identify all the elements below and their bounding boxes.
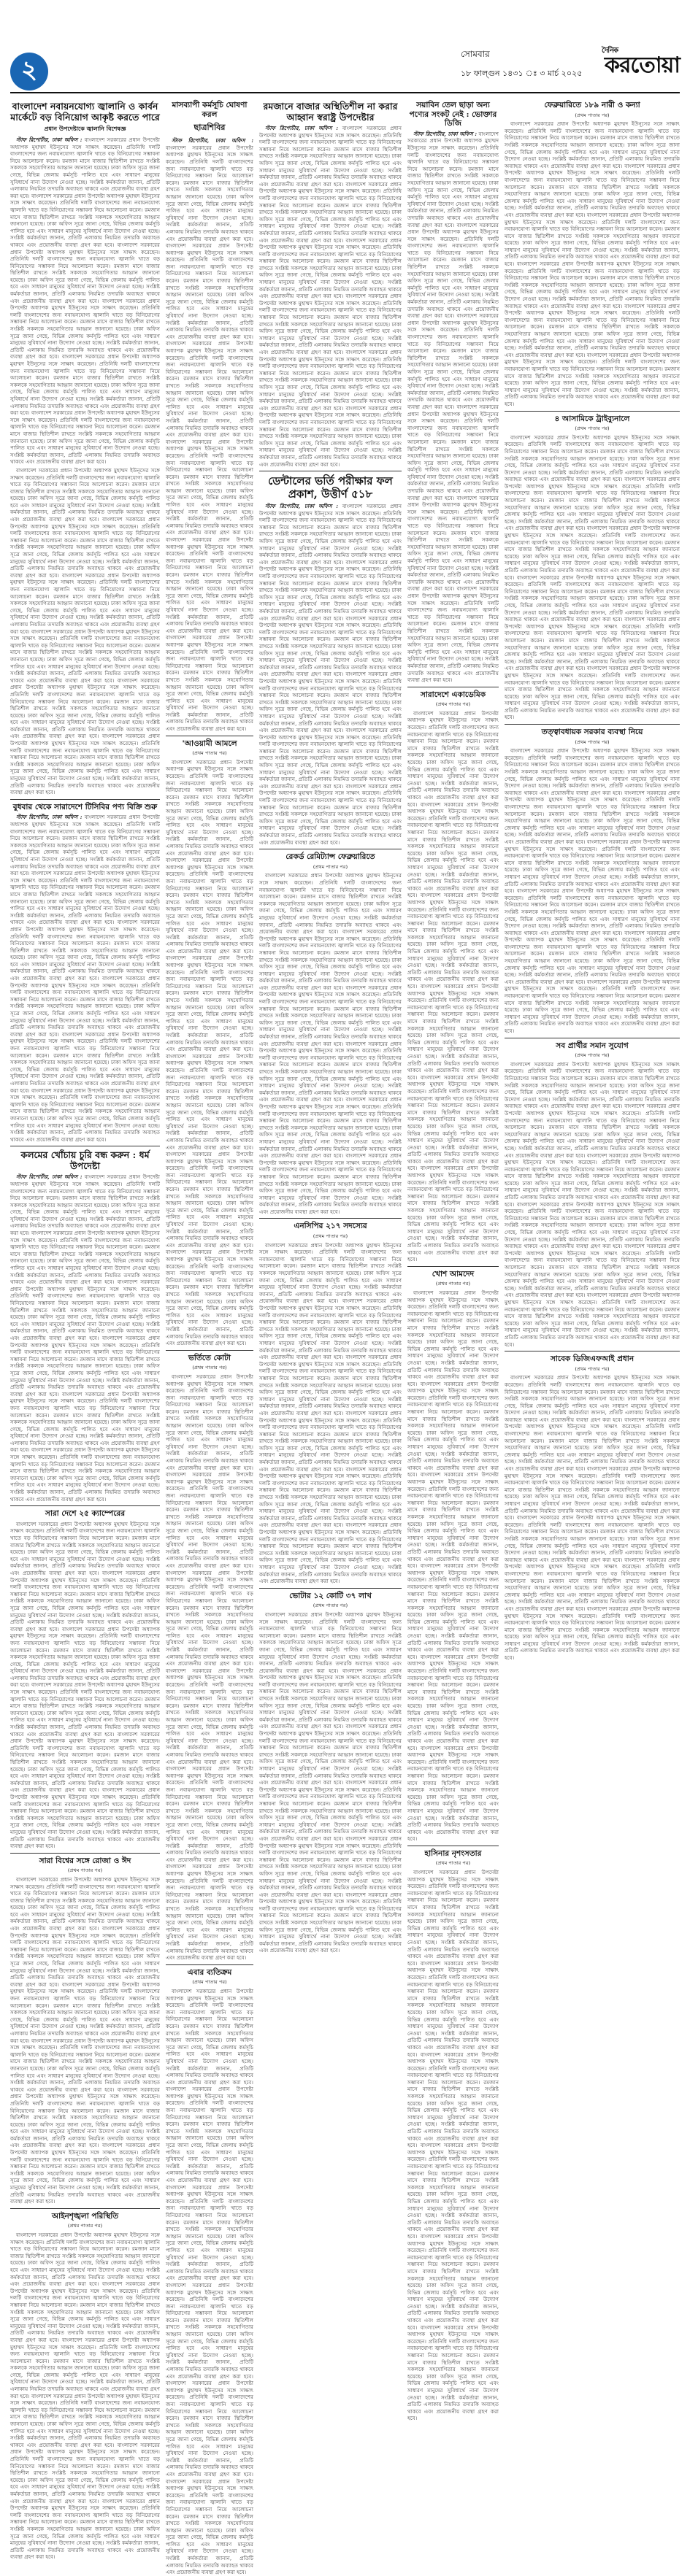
headline: ডেন্টালের ভর্তি পরীক্ষার ফল প্রকাশ, উত্তীর্ণ ৫১৮ (268, 474, 393, 501)
article-text: বাংলাদেশ সরকারের প্রধান উপদেষ্টা অধ্যাপক মুহাম্মদ ইউনূসের সঙ্গে সাক্ষাৎ করেছেন। প্রতিনিধি দলটি বাংলাদেশের জন্য নবায়নযোগ্য জ্বালানি খাতে বড় বিনিয়োগের সম্ভাবনা নিয়ে আলোচনা করেন। রমজান মাসে বাজার স্থিতিশীল রাখতে সংশ্লিষ্ট সকলকে সহযোগিতার আহ্বান জানানো হয়েছে। ঢাকা অফিস সূত্রে জানা গেছে, বিভিন্ন জেলায় কর্মসূচি পালিত হবে এবং সাধারণ মানুষের সুবিধার্থে নানা উদ্যোগ নেওয়া হচ্ছে। সংশ্লিষ্ট কর্মকর্তারা জানান, প্রতিটি এলাকায় নিয়মিত তদারকি অব্যাহত থাকবে এবং প্রয়োজনীয় ব্যবস্থা গ্রহণ করা হবে। বাংলাদেশ সরকারের প্রধান উপদেষ্টা অধ্যাপক মুহাম্মদ ইউনূসের সঙ্গে সাক্ষাৎ করেছেন। প্রতিনিধি দলটি বাংলাদেশের জন্য নবায়নযোগ্য জ্বালানি খাতে বড় বিনিয়োগের সম্ভাবনা নিয়ে আলোচনা করেন। রমজান মাসে বাজার স্থিতিশীল রাখতে সংশ্লিষ্ট সকলকে সহযোগিতার আহ্বান জানানো হয়েছে। ঢাকা অফিস সূত্রে জানা গেছে, বিভিন্ন জেলায় কর্মসূচি পালিত হবে এবং সাধারণ মানুষের সুবিধার্থে নানা উদ্যোগ নেওয়া হচ্ছে। সংশ্লিষ্ট কর্মকর্তারা জানান, প্রতিটি এলাকায় নিয়মিত তদারকি অব্যাহত থাকবে এবং প্রয়োজনীয় ব্যবস্থা গ্রহণ করা হবে। বাংলাদেশ সরকারের প্রধান উপদেষ্টা অধ্যাপক মুহাম্মদ ইউনূসের সঙ্গে সাক্ষাৎ করেছেন। প্রতিনিধি দলটি বাংলাদেশের জন্য নবায়নযোগ্য জ্বালানি খাতে বড় বিনিয়োগের সম্ভাবনা নিয়ে আলোচনা করেন। রমজান মাসে বাজার স্থিতিশীল রাখতে সংশ্লিষ্ট সকলকে সহযোগিতার আহ্বান জানানো হয়েছে। ঢাকা অফিস সূত্রে জানা গেছে, বিভিন্ন জেলায় কর্মসূচি পালিত হবে এবং সাধারণ মানুষের সুবিধার্থে নানা উদ্যোগ নেওয়া হচ্ছে। সংশ্লিষ্ট কর্মকর্তারা জানান, প্রতিটি এলাকায় নিয়মিত তদারকি অব্যাহত থাকবে এবং প্রয়োজনীয় ব্যবস্থা গ্রহণ করা হবে। বাংলাদেশ সরকারের প্রধান উপদেষ্টা অধ্যাপক মুহাম্মদ ইউনূসের সঙ্গে সাক্ষাৎ করেছেন। প্রতিনিধি দলটি বাংলাদেশের জন্য নবায়নযোগ্য জ্বালানি খাতে বড় বিনিয়োগের সম্ভাবনা নিয়ে আলোচনা করেন। রমজান মাসে বাজার স্থিতিশীল রাখতে সংশ্লিষ্ট সকলকে সহযোগিতার আহ্বান জানানো হয়েছে। ঢাকা অফিস সূত্রে জানা গেছে, বিভিন্ন জেলায় কর্মসূচি পালিত হবে এবং সাধারণ মানুষের সুবিধার্থে নানা উদ্যোগ নেওয়া হচ্ছে। সংশ্লিষ্ট কর্মকর্তারা জানান, প্রতিটি এলাকায় নিয়মিত তদারকি অব্যাহত থাকবে এবং প্রয়োজনীয় ব্যবস্থা গ্রহণ করা হবে। বাংলাদেশ সরকারের প্রধান উপদেষ্টা অধ্যাপক মুহাম্মদ ইউনূসের সঙ্গে সাক্ষাৎ করেছেন। প্রতিনিধি দলটি বাংলাদেশের জন্য নবায়নযোগ্য জ্বালানি খাতে বড় বিনিয়োগের সম্ভাবনা নিয়ে আলোচনা করেন। রমজান মাসে বাজার স্থিতিশীল রাখতে সংশ্লিষ্ট সকলকে সহযোগিতার আহ্বান জানানো হয়েছে। ঢাকা অফিস সূত্রে জানা গেছে, বিভিন্ন জেলায় কর্মসূচি পালিত হবে এবং সাধারণ মানুষের সুবিধার্থে নানা উদ্যোগ নেওয়া হচ্ছে। সংশ্লিষ্ট কর্মকর্তারা জানান, প্রতিটি এলাকায় নিয়মিত তদারকি অব্যাহত থাকবে এবং প্রয়োজনীয় ব্যবস্থা গ্রহণ করা হবে। বাংলাদেশ সরকারের প্রধান উপদেষ্টা অধ্যাপক মুহাম্মদ ইউনূসের সঙ্গে সাক্ষাৎ করেছেন। প্রতিনিধি দলটি বাংলাদেশের জন্য নবায়নযোগ্য জ্বালানি খাতে বড় বিনিয়োগের সম্ভাবনা নিয়ে আলোচনা করেন। রমজান মাসে বাজার স্থিতিশীল রাখতে সংশ্লিষ্ট সকলকে সহযোগিতার আহ্বান জানানো হয়েছে। ঢাকা অফিস সূত্রে জানা গেছে, বিভিন্ন জেলায় কর্মসূচি পালিত হবে এবং সাধারণ মানুষের সুবিধার্থে নানা উদ্যোগ নেওয়া হচ্ছে। সংশ্লিষ্ট কর্মকর্তারা জানান, প্রতিটি এলাকায় নিয়মিত তদারকি অব্যাহত থাকবে এবং প্রয়োজনীয় ব্যবস্থা গ্রহণ করা হবে। (407, 1869, 499, 2422)
article-text: বাংলাদেশ সরকারের প্রধান উপদেষ্টা অধ্যাপক মুহাম্মদ ইউনূসের সঙ্গে সাক্ষাৎ করেছেন। প্রতিনিধি দলটি বাংলাদেশের জন্য নবায়নযোগ্য জ্বালানি খাতে বড় বিনিয়োগের সম্ভাবনা নিয়ে আলোচনা করেন। রমজান মাসে বাজার স্থিতিশীল রাখতে সংশ্লিষ্ট সকলকে সহযোগিতার আহ্বান জানানো হয়েছে। ঢাকা অফিস সূত্রে জানা গেছে, বিভিন্ন জেলায় কর্মসূচি পালিত হবে এবং সাধারণ মানুষের সুবিধার্থে নানা উদ্যোগ নেওয়া হচ্ছে। সংশ্লিষ্ট কর্মকর্তারা জানান, প্রতিটি এলাকায় নিয়মিত তদারকি অব্যাহত থাকবে এবং প্রয়োজনীয় ব্যবস্থা গ্রহণ করা হবে। বাংলাদেশ সরকারের প্রধান উপদেষ্টা অধ্যাপক মুহাম্মদ ইউনূসের সঙ্গে সাক্ষাৎ করেছেন। প্রতিনিধি দলটি বাংলাদেশের জন্য নবায়নযোগ্য জ্বালানি খাতে বড় বিনিয়োগের সম্ভাবনা নিয়ে আলোচনা করেন। রমজান মাসে বাজার স্থিতিশীল রাখতে সংশ্লিষ্ট সকলকে সহযোগিতার আহ্বান জানানো হয়েছে। ঢাকা অফিস সূত্রে জানা গেছে, বিভিন্ন জেলায় কর্মসূচি পালিত হবে এবং সাধারণ মানুষের সুবিধার্থে নানা উদ্যোগ নেওয়া হচ্ছে। সংশ্লিষ্ট কর্মকর্তারা জানান, প্রতিটি এলাকায় নিয়মিত তদারকি অব্যাহত থাকবে এবং প্রয়োজনীয় ব্যবস্থা গ্রহণ করা হবে। বাংলাদেশ সরকারের প্রধান উপদেষ্টা অধ্যাপক মুহাম্মদ ইউনূসের সঙ্গে সাক্ষাৎ করেছেন। প্রতিনিধি দলটি বাংলাদেশের জন্য নবায়নযোগ্য জ্বালানি খাতে বড় বিনিয়োগের সম্ভাবনা নিয়ে আলোচনা করেন। রমজান মাসে বাজার স্থিতিশীল রাখতে সংশ্লিষ্ট সকলকে সহযোগিতার আহ্বান জানানো হয়েছে। ঢাকা অফিস সূত্রে জানা গেছে, বিভিন্ন জেলায় কর্মসূচি পালিত হবে এবং সাধারণ মানুষের সুবিধার্থে নানা উদ্যোগ নেওয়া হচ্ছে। সংশ্লিষ্ট কর্মকর্তারা জানান, প্রতিটি এলাকায় নিয়মিত তদারকি অব্যাহত থাকবে এবং প্রয়োজনীয় ব্যবস্থা গ্রহণ করা হবে। বাংলাদেশ সরকারের প্রধান উপদেষ্টা অধ্যাপক মুহাম্মদ ইউনূসের সঙ্গে সাক্ষাৎ করেছেন। প্রতিনিধি দলটি বাংলাদেশের জন্য নবায়নযোগ্য জ্বালানি খাতে বড় বিনিয়োগের সম্ভাবনা নিয়ে আলোচনা করেন। রমজান মাসে বাজার স্থিতিশীল রাখতে সংশ্লিষ্ট সকলকে সহযোগিতার আহ্বান জানানো হয়েছে। ঢাকা অফিস সূত্রে জানা গেছে, বিভিন্ন জেলায় কর্মসূচি পালিত হবে এবং সাধারণ মানুষের সুবিধার্থে নানা উদ্যোগ নেওয়া হচ্ছে। সংশ্লিষ্ট কর্মকর্তারা জানান, প্রতিটি এলাকায় নিয়মিত তদারকি অব্যাহত থাকবে এবং প্রয়োজনীয় ব্যবস্থা গ্রহণ করা হবে। বাংলাদেশ সরকারের প্রধান উপদেষ্টা অধ্যাপক মুহাম্মদ ইউনূসের সঙ্গে সাক্ষাৎ করেছেন। প্রতিনিধি দলটি বাংলাদেশের জন্য নবায়নযোগ্য জ্বালানি খাতে বড় বিনিয়োগের সম্ভাবনা নিয়ে আলোচনা করেন। রমজান মাসে বাজার স্থিতিশীল রাখতে সংশ্লিষ্ট সকলকে সহযোগিতার আহ্বান জানানো হয়েছে। ঢাকা অফিস সূত্রে জানা গেছে, বিভিন্ন জেলায় কর্মসূচি পালিত হবে এবং সাধারণ মানুষের সুবিধার্থে নানা উদ্যোগ নেওয়া হচ্ছে। সংশ্লিষ্ট কর্মকর্তারা জানান, প্রতিটি এলাকায় নিয়মিত তদারকি অব্যাহত থাকবে এবং প্রয়োজনীয় ব্যবস্থা গ্রহণ করা হবে। বাংলাদেশ সরকারের প্রধান উপদেষ্টা অধ্যাপক মুহাম্মদ ইউনূসের সঙ্গে সাক্ষাৎ করেছেন। প্রতিনিধি দলটি বাংলাদেশের জন্য নবায়নযোগ্য জ্বালানি খাতে বড় বিনিয়োগের সম্ভাবনা নিয়ে আলোচনা করেন। রমজান মাসে বাজার স্থিতিশীল রাখতে সংশ্লিষ্ট সকলকে সহযোগিতার আহ্বান জানানো হয়েছে। ঢাকা অফিস সূত্রে জানা গেছে, বিভিন্ন জেলায় কর্মসূচি পালিত হবে এবং সাধারণ মানুষের সুবিধার্থে নানা উদ্যোগ নেওয়া হচ্ছে। সংশ্লিষ্ট কর্মকর্তারা জানান, প্রতিটি এলাকায় নিয়মিত তদারকি অব্যাহত থাকবে এবং প্রয়োজনীয় ব্যবস্থা গ্রহণ করা হবে। (166, 1373, 253, 1962)
continuation-note: (প্রথম পাতার পর) (575, 112, 610, 118)
byline: স্টাফ রিপোর্টার, ঢাকা অফিস : (16, 136, 83, 143)
newspaper-logo (574, 44, 680, 85)
article-text: বাংলাদেশ সরকারের প্রধান উপদেষ্টা অধ্যাপক মুহাম্মদ ইউনূসের সঙ্গে সাক্ষাৎ করেছেন। প্রতিনিধি দলটি বাংলাদেশের জন্য নবায়নযোগ্য জ্বালানি খাতে বড় বিনিয়োগের সম্ভাবনা নিয়ে আলোচনা করেন। রমজান মাসে বাজার স্থিতিশীল রাখতে সংশ্লিষ্ট সকলকে সহযোগিতার আহ্বান জানানো হয়েছে। ঢাকা অফিস সূত্রে জানা গেছে, বিভিন্ন জেলায় কর্মসূচি পালিত হবে এবং সাধারণ মানুষের সুবিধার্থে নানা উদ্যোগ নেওয়া হচ্ছে। সংশ্লিষ্ট কর্মকর্তারা জানান, প্রতিটি এলাকায় নিয়মিত তদারকি অব্যাহত থাকবে এবং প্রয়োজনীয় ব্যবস্থা গ্রহণ করা হবে। বাংলাদেশ সরকারের প্রধান উপদেষ্টা অধ্যাপক মুহাম্মদ ইউনূসের সঙ্গে সাক্ষাৎ করেছেন। প্রতিনিধি দলটি বাংলাদেশের জন্য নবায়নযোগ্য জ্বালানি খাতে বড় বিনিয়োগের সম্ভাবনা নিয়ে আলোচনা করেন। রমজান মাসে বাজার স্থিতিশীল রাখতে সংশ্লিষ্ট সকলকে সহযোগিতার আহ্বান জানানো হয়েছে। ঢাকা অফিস সূত্রে জানা গেছে, বিভিন্ন জেলায় কর্মসূচি পালিত হবে এবং সাধারণ মানুষের সুবিধার্থে নানা উদ্যোগ নেওয়া হচ্ছে। সংশ্লিষ্ট কর্মকর্তারা জানান, প্রতিটি এলাকায় নিয়মিত তদারকি অব্যাহত থাকবে এবং প্রয়োজনীয় ব্যবস্থা গ্রহণ করা হবে। বাংলাদেশ সরকারের প্রধান উপদেষ্টা অধ্যাপক মুহাম্মদ ইউনূসের সঙ্গে সাক্ষাৎ করেছেন। প্রতিনিধি দলটি বাংলাদেশের জন্য নবায়নযোগ্য জ্বালানি খাতে বড় বিনিয়োগের সম্ভাবনা নিয়ে আলোচনা করেন। রমজান মাসে বাজার স্থিতিশীল রাখতে সংশ্লিষ্ট সকলকে সহযোগিতার আহ্বান জানানো হয়েছে। ঢাকা অফিস সূত্রে জানা গেছে, বিভিন্ন জেলায় কর্মসূচি পালিত হবে এবং সাধারণ মানুষের সুবিধার্থে নানা উদ্যোগ নেওয়া হচ্ছে। সংশ্লিষ্ট কর্মকর্তারা জানান, প্রতিটি এলাকায় নিয়মিত তদারকি অব্যাহত থাকবে এবং প্রয়োজনীয় ব্যবস্থা গ্রহণ করা হবে। বাংলাদেশ সরকারের প্রধান উপদেষ্টা অধ্যাপক মুহাম্মদ ইউনূসের সঙ্গে সাক্ষাৎ করেছেন। প্রতিনিধি দলটি বাংলাদেশের জন্য নবায়নযোগ্য জ্বালানি খাতে বড় বিনিয়োগের সম্ভাবনা নিয়ে আলোচনা করেন। রমজান মাসে বাজার স্থিতিশীল রাখতে সংশ্লিষ্ট সকলকে সহযোগিতার আহ্বান জানানো হয়েছে। ঢাকা অফিস সূত্রে জানা গেছে, বিভিন্ন জেলায় কর্মসূচি পালিত হবে এবং সাধারণ মানুষের সুবিধার্থে নানা উদ্যোগ নেওয়া হচ্ছে। সংশ্লিষ্ট কর্মকর্তারা জানান, প্রতিটি এলাকায় নিয়মিত তদারকি অব্যাহত থাকবে এবং প্রয়োজনীয় ব্যবস্থা গ্রহণ করা হবে। বাংলাদেশ সরকারের প্রধান উপদেষ্টা অধ্যাপক মুহাম্মদ ইউনূসের সঙ্গে সাক্ষাৎ করেছেন। প্রতিনিধি দলটি বাংলাদেশের জন্য নবায়নযোগ্য জ্বালানি খাতে বড় বিনিয়োগের সম্ভাবনা নিয়ে আলোচনা করেন। রমজান মাসে বাজার স্থিতিশীল রাখতে সংশ্লিষ্ট সকলকে সহযোগিতার আহ্বান জানানো হয়েছে। ঢাকা অফিস সূত্রে জানা গেছে, বিভিন্ন জেলায় কর্মসূচি পালিত হবে এবং সাধারণ মানুষের সুবিধার্থে নানা উদ্যোগ নেওয়া হচ্ছে। সংশ্লিষ্ট কর্মকর্তারা জানান, প্রতিটি এলাকায় নিয়মিত তদারকি অব্যাহত থাকবে এবং প্রয়োজনীয় ব্যবস্থা গ্রহণ করা হবে। বাংলাদেশ সরকারের প্রধান উপদেষ্টা অধ্যাপক মুহাম্মদ ইউনূসের সঙ্গে সাক্ষাৎ করেছেন। প্রতিনিধি দলটি বাংলাদেশের জন্য নবায়নযোগ্য জ্বালানি খাতে বড় বিনিয়োগের সম্ভাবনা নিয়ে আলোচনা করেন। রমজান মাসে বাজার স্থিতিশীল রাখতে সংশ্লিষ্ট সকলকে সহযোগিতার আহ্বান জানানো হয়েছে। ঢাকা অফিস সূত্রে জানা গেছে, বিভিন্ন জেলায় কর্মসূচি পালিত হবে এবং সাধারণ মানুষের সুবিধার্থে নানা উদ্যোগ নেওয়া হচ্ছে। সংশ্লিষ্ট কর্মকর্তারা জানান, প্রতিটি এলাকায় নিয়মিত তদারকি অব্যাহত থাকবে এবং প্রয়োজনীয় ব্যবস্থা গ্রহণ করা হবে। (10, 1173, 160, 1503)
article-text: বাংলাদেশ সরকারের প্রধান উপদেষ্টা অধ্যাপক মুহাম্মদ ইউনূসের সঙ্গে সাক্ষাৎ করেছেন। প্রতিনিধি দলটি বাংলাদেশের জন্য নবায়নযোগ্য জ্বালানি খাতে বড় বিনিয়োগের সম্ভাবনা নিয়ে আলোচনা করেন। রমজান মাসে বাজার স্থিতিশীল রাখতে সংশ্লিষ্ট সকলকে সহযোগিতার আহ্বান জানানো হয়েছে। ঢাকা অফিস সূত্রে জানা গেছে, বিভিন্ন জেলায় কর্মসূচি পালিত হবে এবং সাধারণ মানুষের সুবিধার্থে নানা উদ্যোগ নেওয়া হচ্ছে। সংশ্লিষ্ট কর্মকর্তারা জানান, প্রতিটি এলাকায় নিয়মিত তদারকি অব্যাহত থাকবে এবং প্রয়োজনীয় ব্যবস্থা গ্রহণ করা হবে। বাংলাদেশ সরকারের প্রধান উপদেষ্টা অধ্যাপক মুহাম্মদ ইউনূসের সঙ্গে সাক্ষাৎ করেছেন। প্রতিনিধি দলটি বাংলাদেশের জন্য নবায়নযোগ্য জ্বালানি খাতে বড় বিনিয়োগের সম্ভাবনা নিয়ে আলোচনা করেন। রমজান মাসে বাজার স্থিতিশীল রাখতে সংশ্লিষ্ট সকলকে সহযোগিতার আহ্বান জানানো হয়েছে। ঢাকা অফিস সূত্রে জানা গেছে, বিভিন্ন জেলায় কর্মসূচি পালিত হবে এবং সাধারণ মানুষের সুবিধার্থে নানা উদ্যোগ নেওয়া হচ্ছে। সংশ্লিষ্ট কর্মকর্তারা জানান, প্রতিটি এলাকায় নিয়মিত তদারকি অব্যাহত থাকবে এবং প্রয়োজনীয় ব্যবস্থা গ্রহণ করা হবে। বাংলাদেশ সরকারের প্রধান উপদেষ্টা অধ্যাপক মুহাম্মদ ইউনূসের সঙ্গে সাক্ষাৎ করেছেন। প্রতিনিধি দলটি বাংলাদেশের জন্য নবায়নযোগ্য জ্বালানি খাতে বড় বিনিয়োগের সম্ভাবনা নিয়ে আলোচনা করেন। রমজান মাসে বাজার স্থিতিশীল রাখতে সংশ্লিষ্ট সকলকে সহযোগিতার আহ্বান জানানো হয়েছে। ঢাকা অফিস সূত্রে জানা গেছে, বিভিন্ন জেলায় কর্মসূচি পালিত হবে এবং সাধারণ মানুষের সুবিধার্থে নানা উদ্যোগ নেওয়া হচ্ছে। সংশ্লিষ্ট কর্মকর্তারা জানান, প্রতিটি এলাকায় নিয়মিত তদারকি অব্যাহত থাকবে এবং প্রয়োজনীয় ব্যবস্থা গ্রহণ করা হবে। বাংলাদেশ সরকারের প্রধান উপদেষ্টা অধ্যাপক মুহাম্মদ ইউনূসের সঙ্গে সাক্ষাৎ করেছেন। প্রতিনিধি দলটি বাংলাদেশের জন্য নবায়নযোগ্য জ্বালানি খাতে বড় বিনিয়োগের সম্ভাবনা নিয়ে আলোচনা করেন। রমজান মাসে বাজার স্থিতিশীল রাখতে সংশ্লিষ্ট সকলকে সহযোগিতার আহ্বান জানানো হয়েছে। ঢাকা অফিস সূত্রে জানা গেছে, বিভিন্ন জেলায় কর্মসূচি পালিত হবে এবং সাধারণ মানুষের সুবিধার্থে নানা উদ্যোগ নেওয়া হচ্ছে। সংশ্লিষ্ট কর্মকর্তারা জানান, প্রতিটি এলাকায় নিয়মিত তদারকি অব্যাহত থাকবে এবং প্রয়োজনীয় ব্যবস্থা গ্রহণ করা হবে। বাংলাদেশ সরকারের প্রধান উপদেষ্টা অধ্যাপক মুহাম্মদ ইউনূসের সঙ্গে সাক্ষাৎ করেছেন। প্রতিনিধি দলটি বাংলাদেশের জন্য নবায়নযোগ্য জ্বালানি খাতে বড় বিনিয়োগের সম্ভাবনা নিয়ে আলোচনা করেন। রমজান মাসে বাজার স্থিতিশীল রাখতে সংশ্লিষ্ট সকলকে সহযোগিতার আহ্বান জানানো হয়েছে। ঢাকা অফিস সূত্রে জানা গেছে, বিভিন্ন জেলায় কর্মসূচি পালিত হবে এবং সাধারণ মানুষের সুবিধার্থে নানা উদ্যোগ নেওয়া হচ্ছে। সংশ্লিষ্ট কর্মকর্তারা জানান, প্রতিটি এলাকায় নিয়মিত তদারকি অব্যাহত থাকবে এবং প্রয়োজনীয় ব্যবস্থা গ্রহণ করা হবে। বাংলাদেশ সরকারের প্রধান উপদেষ্টা অধ্যাপক মুহাম্মদ ইউনূসের সঙ্গে সাক্ষাৎ করেছেন। প্রতিনিধি দলটি বাংলাদেশের জন্য নবায়নযোগ্য জ্বালানি খাতে বড় বিনিয়োগের সম্ভাবনা নিয়ে আলোচনা করেন। রমজান মাসে বাজার স্থিতিশীল রাখতে সংশ্লিষ্ট সকলকে সহযোগিতার আহ্বান জানানো হয়েছে। ঢাকা অফিস সূত্রে জানা গেছে, বিভিন্ন জেলায় কর্মসূচি পালিত হবে এবং সাধারণ মানুষের সুবিধার্থে নানা উদ্যোগ নেওয়া হচ্ছে। সংশ্লিষ্ট কর্মকর্তারা জানান, প্রতিটি এলাকায় নিয়মিত তদারকি অব্যাহত থাকবে এবং প্রয়োজনীয় ব্যবস্থা গ্রহণ করা হবে। (166, 144, 253, 733)
subheadline: ছাত্রশিবির (193, 123, 226, 133)
article-text: বাংলাদেশ সরকারের প্রধান উপদেষ্টা অধ্যাপক মুহাম্মদ ইউনূসের সঙ্গে সাক্ষাৎ করেছেন। প্রতিনিধি দলটি বাংলাদেশের জন্য নবায়নযোগ্য জ্বালানি খাতে বড় বিনিয়োগের সম্ভাবনা নিয়ে আলোচনা করেন। রমজান মাসে বাজার স্থিতিশীল রাখতে সংশ্লিষ্ট সকলকে সহযোগিতার আহ্বান জানানো হয়েছে। ঢাকা অফিস সূত্রে জানা গেছে, বিভিন্ন জেলায় কর্মসূচি পালিত হবে এবং সাধারণ মানুষের সুবিধার্থে নানা উদ্যোগ নেওয়া হচ্ছে। সংশ্লিষ্ট কর্মকর্তারা জানান, প্রতিটি এলাকায় নিয়মিত তদারকি অব্যাহত থাকবে এবং প্রয়োজনীয় ব্যবস্থা গ্রহণ করা হবে। বাংলাদেশ সরকারের প্রধান উপদেষ্টা অধ্যাপক মুহাম্মদ ইউনূসের সঙ্গে সাক্ষাৎ করেছেন। প্রতিনিধি দলটি বাংলাদেশের জন্য নবায়নযোগ্য জ্বালানি খাতে বড় বিনিয়োগের সম্ভাবনা নিয়ে আলোচনা করেন। রমজান মাসে বাজার স্থিতিশীল রাখতে সংশ্লিষ্ট সকলকে সহযোগিতার আহ্বান জানানো হয়েছে। ঢাকা অফিস সূত্রে জানা গেছে, বিভিন্ন জেলায় কর্মসূচি পালিত হবে এবং সাধারণ মানুষের সুবিধার্থে নানা উদ্যোগ নেওয়া হচ্ছে। সংশ্লিষ্ট কর্মকর্তারা জানান, প্রতিটি এলাকায় নিয়মিত তদারকি অব্যাহত থাকবে এবং প্রয়োজনীয় ব্যবস্থা গ্রহণ করা হবে। বাংলাদেশ সরকারের প্রধান উপদেষ্টা অধ্যাপক মুহাম্মদ ইউনূসের সঙ্গে সাক্ষাৎ করেছেন। প্রতিনিধি দলটি বাংলাদেশের জন্য নবায়নযোগ্য জ্বালানি খাতে বড় বিনিয়োগের সম্ভাবনা নিয়ে আলোচনা করেন। রমজান মাসে বাজার স্থিতিশীল রাখতে সংশ্লিষ্ট সকলকে সহযোগিতার আহ্বান জানানো হয়েছে। ঢাকা অফিস সূত্রে জানা গেছে, বিভিন্ন জেলায় কর্মসূচি পালিত হবে এবং সাধারণ মানুষের সুবিধার্থে নানা উদ্যোগ নেওয়া হচ্ছে। সংশ্লিষ্ট কর্মকর্তারা জানান, প্রতিটি এলাকায় নিয়মিত তদারকি অব্যাহত থাকবে এবং প্রয়োজনীয় ব্যবস্থা গ্রহণ করা হবে। বাংলাদেশ সরকারের প্রধান উপদেষ্টা অধ্যাপক মুহাম্মদ ইউনূসের সঙ্গে সাক্ষাৎ করেছেন। প্রতিনিধি দলটি বাংলাদেশের জন্য নবায়নযোগ্য জ্বালানি খাতে বড় বিনিয়োগের সম্ভাবনা নিয়ে আলোচনা করেন। রমজান মাসে বাজার স্থিতিশীল রাখতে সংশ্লিষ্ট সকলকে সহযোগিতার আহ্বান জানানো হয়েছে। ঢাকা অফিস সূত্রে জানা গেছে, বিভিন্ন জেলায় কর্মসূচি পালিত হবে এবং সাধারণ মানুষের সুবিধার্থে নানা উদ্যোগ নেওয়া হচ্ছে। সংশ্লিষ্ট কর্মকর্তারা জানান, প্রতিটি এলাকায় নিয়মিত তদারকি অব্যাহত থাকবে এবং প্রয়োজনীয় ব্যবস্থা গ্রহণ করা হবে। বাংলাদেশ সরকারের প্রধান উপদেষ্টা অধ্যাপক মুহাম্মদ ইউনূসের সঙ্গে সাক্ষাৎ করেছেন। প্রতিনিধি দলটি বাংলাদেশের জন্য নবায়নযোগ্য জ্বালানি খাতে বড় বিনিয়োগের সম্ভাবনা নিয়ে আলোচনা করেন। রমজান মাসে বাজার স্থিতিশীল রাখতে সংশ্লিষ্ট সকলকে সহযোগিতার আহ্বান জানানো হয়েছে। ঢাকা অফিস সূত্রে জানা গেছে, বিভিন্ন জেলায় কর্মসূচি পালিত হবে এবং সাধারণ মানুষের সুবিধার্থে নানা উদ্যোগ নেওয়া হচ্ছে। সংশ্লিষ্ট কর্মকর্তারা জানান, প্রতিটি এলাকায় নিয়মিত তদারকি অব্যাহত থাকবে এবং প্রয়োজনীয় ব্যবস্থা গ্রহণ করা হবে। বাংলাদেশ সরকারের প্রধান উপদেষ্টা অধ্যাপক মুহাম্মদ ইউনূসের সঙ্গে সাক্ষাৎ করেছেন। প্রতিনিধি দলটি বাংলাদেশের জন্য নবায়নযোগ্য জ্বালানি খাতে বড় বিনিয়োগের সম্ভাবনা নিয়ে আলোচনা করেন। রমজান মাসে বাজার স্থিতিশীল রাখতে সংশ্লিষ্ট সকলকে সহযোগিতার আহ্বান জানানো হয়েছে। ঢাকা অফিস সূত্রে জানা গেছে, বিভিন্ন জেলায় কর্মসূচি পালিত হবে এবং সাধারণ মানুষের সুবিধার্থে নানা উদ্যোগ নেওয়া হচ্ছে। সংশ্লিষ্ট কর্মকর্তারা জানান, প্রতিটি এলাকায় নিয়মিত তদারকি অব্যাহত থাকবে এবং প্রয়োজনীয় ব্যবস্থা গ্রহণ করা হবে। (505, 120, 680, 407)
headline: সব প্রার্থীর সমান সুযোগ (556, 1041, 629, 1050)
article-text: বাংলাদেশ সরকারের প্রধান উপদেষ্টা অধ্যাপক মুহাম্মদ ইউনূসের সঙ্গে সাক্ষাৎ করেছেন। প্রতিনিধি দলটি বাংলাদেশের জন্য নবায়নযোগ্য জ্বালানি খাতে বড় বিনিয়োগের সম্ভাবনা নিয়ে আলোচনা করেন। রমজান মাসে বাজার স্থিতিশীল রাখতে সংশ্লিষ্ট সকলকে সহযোগিতার আহ্বান জানানো হয়েছে। ঢাকা অফিস সূত্রে জানা গেছে, বিভিন্ন জেলায় কর্মসূচি পালিত হবে এবং সাধারণ মানুষের সুবিধার্থে নানা উদ্যোগ নেওয়া হচ্ছে। সংশ্লিষ্ট কর্মকর্তারা জানান, প্রতিটি এলাকায় নিয়মিত তদারকি অব্যাহত থাকবে এবং প্রয়োজনীয় ব্যবস্থা গ্রহণ করা হবে। বাংলাদেশ সরকারের প্রধান উপদেষ্টা অধ্যাপক মুহাম্মদ ইউনূসের সঙ্গে সাক্ষাৎ করেছেন। প্রতিনিধি দলটি বাংলাদেশের জন্য নবায়নযোগ্য জ্বালানি খাতে বড় বিনিয়োগের সম্ভাবনা নিয়ে আলোচনা করেন। রমজান মাসে বাজার স্থিতিশীল রাখতে সংশ্লিষ্ট সকলকে সহযোগিতার আহ্বান জানানো হয়েছে। ঢাকা অফিস সূত্রে জানা গেছে, বিভিন্ন জেলায় কর্মসূচি পালিত হবে এবং সাধারণ মানুষের সুবিধার্থে নানা উদ্যোগ নেওয়া হচ্ছে। সংশ্লিষ্ট কর্মকর্তারা জানান, প্রতিটি এলাকায় নিয়মিত তদারকি অব্যাহত থাকবে এবং প্রয়োজনীয় ব্যবস্থা গ্রহণ করা হবে। বাংলাদেশ সরকারের প্রধান উপদেষ্টা অধ্যাপক মুহাম্মদ ইউনূসের সঙ্গে সাক্ষাৎ করেছেন। প্রতিনিধি দলটি বাংলাদেশের জন্য নবায়নযোগ্য জ্বালানি খাতে বড় বিনিয়োগের সম্ভাবনা নিয়ে আলোচনা করেন। রমজান মাসে বাজার স্থিতিশীল রাখতে সংশ্লিষ্ট সকলকে সহযোগিতার আহ্বান জানানো হয়েছে। ঢাকা অফিস সূত্রে জানা গেছে, বিভিন্ন জেলায় কর্মসূচি পালিত হবে এবং সাধারণ মানুষের সুবিধার্থে নানা উদ্যোগ নেওয়া হচ্ছে। সংশ্লিষ্ট কর্মকর্তারা জানান, প্রতিটি এলাকায় নিয়মিত তদারকি অব্যাহত থাকবে এবং প্রয়োজনীয় ব্যবস্থা গ্রহণ করা হবে। বাংলাদেশ সরকারের প্রধান উপদেষ্টা অধ্যাপক মুহাম্মদ ইউনূসের সঙ্গে সাক্ষাৎ করেছেন। প্রতিনিধি দলটি বাংলাদেশের জন্য নবায়নযোগ্য জ্বালানি খাতে বড় বিনিয়োগের সম্ভাবনা নিয়ে আলোচনা করেন। রমজান মাসে বাজার স্থিতিশীল রাখতে সংশ্লিষ্ট সকলকে সহযোগিতার আহ্বান জানানো হয়েছে। ঢাকা অফিস সূত্রে জানা গেছে, বিভিন্ন জেলায় কর্মসূচি পালিত হবে এবং সাধারণ মানুষের সুবিধার্থে নানা উদ্যোগ নেওয়া হচ্ছে। সংশ্লিষ্ট কর্মকর্তারা জানান, প্রতিটি এলাকায় নিয়মিত তদারকি অব্যাহত থাকবে এবং প্রয়োজনীয় ব্যবস্থা গ্রহণ করা হবে। বাংলাদেশ সরকারের প্রধান উপদেষ্টা অধ্যাপক মুহাম্মদ ইউনূসের সঙ্গে সাক্ষাৎ করেছেন। প্রতিনিধি দলটি বাংলাদেশের জন্য নবায়নযোগ্য জ্বালানি খাতে বড় বিনিয়োগের সম্ভাবনা নিয়ে আলোচনা করেন। রমজান মাসে বাজার স্থিতিশীল রাখতে সংশ্লিষ্ট সকলকে সহযোগিতার আহ্বান জানানো হয়েছে। ঢাকা অফিস সূত্রে জানা গেছে, বিভিন্ন জেলায় কর্মসূচি পালিত হবে এবং সাধারণ মানুষের সুবিধার্থে নানা উদ্যোগ নেওয়া হচ্ছে। সংশ্লিষ্ট কর্মকর্তারা জানান, প্রতিটি এলাকায় নিয়মিত তদারকি অব্যাহত থাকবে এবং প্রয়োজনীয় ব্যবস্থা গ্রহণ করা হবে। বাংলাদেশ সরকারের প্রধান উপদেষ্টা অধ্যাপক মুহাম্মদ ইউনূসের সঙ্গে সাক্ষাৎ করেছেন। প্রতিনিধি দলটি বাংলাদেশের জন্য নবায়নযোগ্য জ্বালানি খাতে বড় বিনিয়োগের সম্ভাবনা নিয়ে আলোচনা করেন। রমজান মাসে বাজার স্থিতিশীল রাখতে সংশ্লিষ্ট সকলকে সহযোগিতার আহ্বান জানানো হয়েছে। ঢাকা অফিস সূত্রে জানা গেছে, বিভিন্ন জেলায় কর্মসূচি পালিত হবে এবং সাধারণ মানুষের সুবিধার্থে নানা উদ্যোগ নেওয়া হচ্ছে। সংশ্লিষ্ট কর্মকর্তারা জানান, প্রতিটি এলাকায় নিয়মিত তদারকি অব্যাহত থাকবে এবং প্রয়োজনীয় ব্যবস্থা গ্রহণ করা হবে। (10, 136, 160, 466)
masthead (461, 44, 680, 88)
article-text: বাংলাদেশ সরকারের প্রধান উপদেষ্টা অধ্যাপক মুহাম্মদ ইউনূসের সঙ্গে সাক্ষাৎ করেছেন। প্রতিনিধি দলটি বাংলাদেশের জন্য নবায়নযোগ্য জ্বালানি খাতে বড় বিনিয়োগের সম্ভাবনা নিয়ে আলোচনা করেন। রমজান মাসে বাজার স্থিতিশীল রাখতে সংশ্লিষ্ট সকলকে সহযোগিতার আহ্বান জানানো হয়েছে। ঢাকা অফিস সূত্রে জানা গেছে, বিভিন্ন জেলায় কর্মসূচি পালিত হবে এবং সাধারণ মানুষের সুবিধার্থে নানা উদ্যোগ নেওয়া হচ্ছে। সংশ্লিষ্ট কর্মকর্তারা জানান, প্রতিটি এলাকায় নিয়মিত তদারকি অব্যাহত থাকবে এবং প্রয়োজনীয় ব্যবস্থা গ্রহণ করা হবে। বাংলাদেশ সরকারের প্রধান উপদেষ্টা অধ্যাপক মুহাম্মদ ইউনূসের সঙ্গে সাক্ষাৎ করেছেন। প্রতিনিধি দলটি বাংলাদেশের জন্য নবায়নযোগ্য জ্বালানি খাতে বড় বিনিয়োগের সম্ভাবনা নিয়ে আলোচনা করেন। রমজান মাসে বাজার স্থিতিশীল রাখতে সংশ্লিষ্ট সকলকে সহযোগিতার আহ্বান জানানো হয়েছে। ঢাকা অফিস সূত্রে জানা গেছে, বিভিন্ন জেলায় কর্মসূচি পালিত হবে এবং সাধারণ মানুষের সুবিধার্থে নানা উদ্যোগ নেওয়া হচ্ছে। সংশ্লিষ্ট কর্মকর্তারা জানান, প্রতিটি এলাকায় নিয়মিত তদারকি অব্যাহত থাকবে এবং প্রয়োজনীয় ব্যবস্থা গ্রহণ করা হবে। বাংলাদেশ সরকারের প্রধান উপদেষ্টা অধ্যাপক মুহাম্মদ ইউনূসের সঙ্গে সাক্ষাৎ করেছেন। প্রতিনিধি দলটি বাংলাদেশের জন্য নবায়নযোগ্য জ্বালানি খাতে বড় বিনিয়োগের সম্ভাবনা নিয়ে আলোচনা করেন। রমজান মাসে বাজার স্থিতিশীল রাখতে সংশ্লিষ্ট সকলকে সহযোগিতার আহ্বান জানানো হয়েছে। ঢাকা অফিস সূত্রে জানা গেছে, বিভিন্ন জেলায় কর্মসূচি পালিত হবে এবং সাধারণ মানুষের সুবিধার্থে নানা উদ্যোগ নেওয়া হচ্ছে। সংশ্লিষ্ট কর্মকর্তারা জানান, প্রতিটি এলাকায় নিয়মিত তদারকি অব্যাহত থাকবে এবং প্রয়োজনীয় ব্যবস্থা গ্রহণ করা হবে। বাংলাদেশ সরকারের প্রধান উপদেষ্টা অধ্যাপক মুহাম্মদ ইউনূসের সঙ্গে সাক্ষাৎ করেছেন। প্রতিনিধি দলটি বাংলাদেশের জন্য নবায়নযোগ্য জ্বালানি খাতে বড় বিনিয়োগের সম্ভাবনা নিয়ে আলোচনা করেন। রমজান মাসে বাজার স্থিতিশীল রাখতে সংশ্লিষ্ট সকলকে সহযোগিতার আহ্বান জানানো হয়েছে। ঢাকা অফিস সূত্রে জানা গেছে, বিভিন্ন জেলায় কর্মসূচি পালিত হবে এবং সাধারণ মানুষের সুবিধার্থে নানা উদ্যোগ নেওয়া হচ্ছে। সংশ্লিষ্ট কর্মকর্তারা জানান, প্রতিটি এলাকায় নিয়মিত তদারকি অব্যাহত থাকবে এবং প্রয়োজনীয় ব্যবস্থা গ্রহণ করা হবে। বাংলাদেশ সরকারের প্রধান উপদেষ্টা অধ্যাপক মুহাম্মদ ইউনূসের সঙ্গে সাক্ষাৎ করেছেন। প্রতিনিধি দলটি বাংলাদেশের জন্য নবায়নযোগ্য জ্বালানি খাতে বড় বিনিয়োগের সম্ভাবনা নিয়ে আলোচনা করেন। রমজান মাসে বাজার স্থিতিশীল রাখতে সংশ্লিষ্ট সকলকে সহযোগিতার আহ্বান জানানো হয়েছে। ঢাকা অফিস সূত্রে জানা গেছে, বিভিন্ন জেলায় কর্মসূচি পালিত হবে এবং সাধারণ মানুষের সুবিধার্থে নানা উদ্যোগ নেওয়া হচ্ছে। সংশ্লিষ্ট কর্মকর্তারা জানান, প্রতিটি এলাকায় নিয়মিত তদারকি অব্যাহত থাকবে এবং প্রয়োজনীয় ব্যবস্থা গ্রহণ করা হবে। বাংলাদেশ সরকারের প্রধান উপদেষ্টা অধ্যাপক মুহাম্মদ ইউনূসের সঙ্গে সাক্ষাৎ করেছেন। প্রতিনিধি দলটি বাংলাদেশের জন্য নবায়নযোগ্য জ্বালানি খাতে বড় বিনিয়োগের সম্ভাবনা নিয়ে আলোচনা করেন। রমজান মাসে বাজার স্থিতিশীল রাখতে সংশ্লিষ্ট সকলকে সহযোগিতার আহ্বান জানানো হয়েছে। ঢাকা অফিস সূত্রে জানা গেছে, বিভিন্ন জেলায় কর্মসূচি পালিত হবে এবং সাধারণ মানুষের সুবিধার্থে নানা উদ্যোগ নেওয়া হচ্ছে। সংশ্লিষ্ট কর্মকর্তারা জানান, প্রতিটি এলাকায় নিয়মিত তদারকি অব্যাহত থাকবে এবং প্রয়োজনীয় ব্যবস্থা গ্রহণ করা হবে। (259, 1241, 402, 1585)
divider (407, 1266, 499, 1267)
divider (166, 1964, 253, 1965)
continuation-note: (প্রথম পাতার পর) (435, 1281, 471, 1287)
headline: হাসিনার নৃশংসতার (424, 1848, 482, 1858)
headline: আইনশৃঙ্খলা পরিস্থিতি (51, 2211, 119, 2221)
masthead-day: সোমবার (461, 49, 490, 59)
byline: স্টাফ রিপোর্টার, ঢাকা অফিস : (265, 503, 339, 510)
column-4 (407, 99, 499, 2422)
continuation-note: (প্রথম পাতার পর) (67, 1867, 103, 1874)
headline: ফেব্রুয়ারিতে ১৮৯ নারী ও কন্যা (544, 101, 640, 109)
headline: সয়াবিন তেল ছাড়া অন্য পণ্যের সংকট নেই : ভোক্তার ডিজি (409, 101, 497, 128)
headline: 'আওয়ামী আমলে (182, 739, 237, 748)
article-text: বাংলাদেশ সরকারের প্রধান উপদেষ্টা অধ্যাপক মুহাম্মদ ইউনূসের সঙ্গে সাক্ষাৎ করেছেন। প্রতিনিধি দলটি বাংলাদেশের জন্য নবায়নযোগ্য জ্বালানি খাতে বড় বিনিয়োগের সম্ভাবনা নিয়ে আলোচনা করেন। রমজান মাসে বাজার স্থিতিশীল রাখতে সংশ্লিষ্ট সকলকে সহযোগিতার আহ্বান জানানো হয়েছে। ঢাকা অফিস সূত্রে জানা গেছে, বিভিন্ন জেলায় কর্মসূচি পালিত হবে এবং সাধারণ মানুষের সুবিধার্থে নানা উদ্যোগ নেওয়া হচ্ছে। সংশ্লিষ্ট কর্মকর্তারা জানান, প্রতিটি এলাকায় নিয়মিত তদারকি অব্যাহত থাকবে এবং প্রয়োজনীয় ব্যবস্থা গ্রহণ করা হবে। বাংলাদেশ সরকারের প্রধান উপদেষ্টা অধ্যাপক মুহাম্মদ ইউনূসের সঙ্গে সাক্ষাৎ করেছেন। প্রতিনিধি দলটি বাংলাদেশের জন্য নবায়নযোগ্য জ্বালানি খাতে বড় বিনিয়োগের সম্ভাবনা নিয়ে আলোচনা করেন। রমজান মাসে বাজার স্থিতিশীল রাখতে সংশ্লিষ্ট সকলকে সহযোগিতার আহ্বান জানানো হয়েছে। ঢাকা অফিস সূত্রে জানা গেছে, বিভিন্ন জেলায় কর্মসূচি পালিত হবে এবং সাধারণ মানুষের সুবিধার্থে নানা উদ্যোগ নেওয়া হচ্ছে। সংশ্লিষ্ট কর্মকর্তারা জানান, প্রতিটি এলাকায় নিয়মিত তদারকি অব্যাহত থাকবে এবং প্রয়োজনীয় ব্যবস্থা গ্রহণ করা হবে। বাংলাদেশ সরকারের প্রধান উপদেষ্টা অধ্যাপক মুহাম্মদ ইউনূসের সঙ্গে সাক্ষাৎ করেছেন। প্রতিনিধি দলটি বাংলাদেশের জন্য নবায়নযোগ্য জ্বালানি খাতে বড় বিনিয়োগের সম্ভাবনা নিয়ে আলোচনা করেন। রমজান মাসে বাজার স্থিতিশীল রাখতে সংশ্লিষ্ট সকলকে সহযোগিতার আহ্বান জানানো হয়েছে। ঢাকা অফিস সূত্রে জানা গেছে, বিভিন্ন জেলায় কর্মসূচি পালিত হবে এবং সাধারণ মানুষের সুবিধার্থে নানা উদ্যোগ নেওয়া হচ্ছে। সংশ্লিষ্ট কর্মকর্তারা জানান, প্রতিটি এলাকায় নিয়মিত তদারকি অব্যাহত থাকবে এবং প্রয়োজনীয় ব্যবস্থা গ্রহণ করা হবে। বাংলাদেশ সরকারের প্রধান উপদেষ্টা অধ্যাপক মুহাম্মদ ইউনূসের সঙ্গে সাক্ষাৎ করেছেন। প্রতিনিধি দলটি বাংলাদেশের জন্য নবায়নযোগ্য জ্বালানি খাতে বড় বিনিয়োগের সম্ভাবনা নিয়ে আলোচনা করেন। রমজান মাসে বাজার স্থিতিশীল রাখতে সংশ্লিষ্ট সকলকে সহযোগিতার আহ্বান জানানো হয়েছে। ঢাকা অফিস সূত্রে জানা গেছে, বিভিন্ন জেলায় কর্মসূচি পালিত হবে এবং সাধারণ মানুষের সুবিধার্থে নানা উদ্যোগ নেওয়া হচ্ছে। সংশ্লিষ্ট কর্মকর্তারা জানান, প্রতিটি এলাকায় নিয়মিত তদারকি অব্যাহত থাকবে এবং প্রয়োজনীয় ব্যবস্থা গ্রহণ করা হবে। বাংলাদেশ সরকারের প্রধান উপদেষ্টা অধ্যাপক মুহাম্মদ ইউনূসের সঙ্গে সাক্ষাৎ করেছেন। প্রতিনিধি দলটি বাংলাদেশের জন্য নবায়নযোগ্য জ্বালানি খাতে বড় বিনিয়োগের সম্ভাবনা নিয়ে আলোচনা করেন। রমজান মাসে বাজার স্থিতিশীল রাখতে সংশ্লিষ্ট সকলকে সহযোগিতার আহ্বান জানানো হয়েছে। ঢাকা অফিস সূত্রে জানা গেছে, বিভিন্ন জেলায় কর্মসূচি পালিত হবে এবং সাধারণ মানুষের সুবিধার্থে নানা উদ্যোগ নেওয়া হচ্ছে। সংশ্লিষ্ট কর্মকর্তারা জানান, প্রতিটি এলাকায় নিয়মিত তদারকি অব্যাহত থাকবে এবং প্রয়োজনীয় ব্যবস্থা গ্রহণ করা হবে। বাংলাদেশ সরকারের প্রধান উপদেষ্টা অধ্যাপক মুহাম্মদ ইউনূসের সঙ্গে সাক্ষাৎ করেছেন। প্রতিনিধি দলটি বাংলাদেশের জন্য নবায়নযোগ্য জ্বালানি খাতে বড় বিনিয়োগের সম্ভাবনা নিয়ে আলোচনা করেন। রমজান মাসে বাজার স্থিতিশীল রাখতে সংশ্লিষ্ট সকলকে সহযোগিতার আহ্বান জানানো হয়েছে। ঢাকা অফিস সূত্রে জানা গেছে, বিভিন্ন জেলায় কর্মসূচি পালিত হবে এবং সাধারণ মানুষের সুবিধার্থে নানা উদ্যোগ নেওয়া হচ্ছে। সংশ্লিষ্ট কর্মকর্তারা জানান, প্রতিটি এলাকায় নিয়মিত তদারকি অব্যাহত থাকবে এবং প্রয়োজনীয় ব্যবস্থা গ্রহণ করা হবে। (259, 1611, 402, 1954)
article-text: বাংলাদেশ সরকারের প্রধান উপদেষ্টা অধ্যাপক মুহাম্মদ ইউনূসের সঙ্গে সাক্ষাৎ করেছেন। প্রতিনিধি দলটি বাংলাদেশের জন্য নবায়নযোগ্য জ্বালানি খাতে বড় বিনিয়োগের সম্ভাবনা নিয়ে আলোচনা করেন। রমজান মাসে বাজার স্থিতিশীল রাখতে সংশ্লিষ্ট সকলকে সহযোগিতার আহ্বান জানানো হয়েছে। ঢাকা অফিস সূত্রে জানা গেছে, বিভিন্ন জেলায় কর্মসূচি পালিত হবে এবং সাধারণ মানুষের সুবিধার্থে নানা উদ্যোগ নেওয়া হচ্ছে। সংশ্লিষ্ট কর্মকর্তারা জানান, প্রতিটি এলাকায় নিয়মিত তদারকি অব্যাহত থাকবে এবং প্রয়োজনীয় ব্যবস্থা গ্রহণ করা হবে। বাংলাদেশ সরকারের প্রধান উপদেষ্টা অধ্যাপক মুহাম্মদ ইউনূসের সঙ্গে সাক্ষাৎ করেছেন। প্রতিনিধি দলটি বাংলাদেশের জন্য নবায়নযোগ্য জ্বালানি খাতে বড় বিনিয়োগের সম্ভাবনা নিয়ে আলোচনা করেন। রমজান মাসে বাজার স্থিতিশীল রাখতে সংশ্লিষ্ট সকলকে সহযোগিতার আহ্বান জানানো হয়েছে। ঢাকা অফিস সূত্রে জানা গেছে, বিভিন্ন জেলায় কর্মসূচি পালিত হবে এবং সাধারণ মানুষের সুবিধার্থে নানা উদ্যোগ নেওয়া হচ্ছে। সংশ্লিষ্ট কর্মকর্তারা জানান, প্রতিটি এলাকায় নিয়মিত তদারকি অব্যাহত থাকবে এবং প্রয়োজনীয় ব্যবস্থা গ্রহণ করা হবে। বাংলাদেশ সরকারের প্রধান উপদেষ্টা অধ্যাপক মুহাম্মদ ইউনূসের সঙ্গে সাক্ষাৎ করেছেন। প্রতিনিধি দলটি বাংলাদেশের জন্য নবায়নযোগ্য জ্বালানি খাতে বড় বিনিয়োগের সম্ভাবনা নিয়ে আলোচনা করেন। রমজান মাসে বাজার স্থিতিশীল রাখতে সংশ্লিষ্ট সকলকে সহযোগিতার আহ্বান জানানো হয়েছে। ঢাকা অফিস সূত্রে জানা গেছে, বিভিন্ন জেলায় কর্মসূচি পালিত হবে এবং সাধারণ মানুষের সুবিধার্থে নানা উদ্যোগ নেওয়া হচ্ছে। সংশ্লিষ্ট কর্মকর্তারা জানান, প্রতিটি এলাকায় নিয়মিত তদারকি অব্যাহত থাকবে এবং প্রয়োজনীয় ব্যবস্থা গ্রহণ করা হবে। বাংলাদেশ সরকারের প্রধান উপদেষ্টা অধ্যাপক মুহাম্মদ ইউনূসের সঙ্গে সাক্ষাৎ করেছেন। প্রতিনিধি দলটি বাংলাদেশের জন্য নবায়নযোগ্য জ্বালানি খাতে বড় বিনিয়োগের সম্ভাবনা নিয়ে আলোচনা করেন। রমজান মাসে বাজার স্থিতিশীল রাখতে সংশ্লিষ্ট সকলকে সহযোগিতার আহ্বান জানানো হয়েছে। ঢাকা অফিস সূত্রে জানা গেছে, বিভিন্ন জেলায় কর্মসূচি পালিত হবে এবং সাধারণ মানুষের সুবিধার্থে নানা উদ্যোগ নেওয়া হচ্ছে। সংশ্লিষ্ট কর্মকর্তারা জানান, প্রতিটি এলাকায় নিয়মিত তদারকি অব্যাহত থাকবে এবং প্রয়োজনীয় ব্যবস্থা গ্রহণ করা হবে। বাংলাদেশ সরকারের প্রধান উপদেষ্টা অধ্যাপক মুহাম্মদ ইউনূসের সঙ্গে সাক্ষাৎ করেছেন। প্রতিনিধি দলটি বাংলাদেশের জন্য নবায়নযোগ্য জ্বালানি খাতে বড় বিনিয়োগের সম্ভাবনা নিয়ে আলোচনা করেন। রমজান মাসে বাজার স্থিতিশীল রাখতে সংশ্লিষ্ট সকলকে সহযোগিতার আহ্বান জানানো হয়েছে। ঢাকা অফিস সূত্রে জানা গেছে, বিভিন্ন জেলায় কর্মসূচি পালিত হবে এবং সাধারণ মানুষের সুবিধার্থে নানা উদ্যোগ নেওয়া হচ্ছে। সংশ্লিষ্ট কর্মকর্তারা জানান, প্রতিটি এলাকায় নিয়মিত তদারকি অব্যাহত থাকবে এবং প্রয়োজনীয় ব্যবস্থা গ্রহণ করা হবে। বাংলাদেশ সরকারের প্রধান উপদেষ্টা অধ্যাপক মুহাম্মদ ইউনূসের সঙ্গে সাক্ষাৎ করেছেন। প্রতিনিধি দলটি বাংলাদেশের জন্য নবায়নযোগ্য জ্বালানি খাতে বড় বিনিয়োগের সম্ভাবনা নিয়ে আলোচনা করেন। রমজান মাসে বাজার স্থিতিশীল রাখতে সংশ্লিষ্ট সকলকে সহযোগিতার আহ্বান জানানো হয়েছে। ঢাকা অফিস সূত্রে জানা গেছে, বিভিন্ন জেলায় কর্মসূচি পালিত হবে এবং সাধারণ মানুষের সুবিধার্থে নানা উদ্যোগ নেওয়া হচ্ছে। সংশ্লিষ্ট কর্মকর্তারা জানান, প্রতিটি এলাকায় নিয়মিত তদারকি অব্যাহত থাকবে এবং প্রয়োজনীয় ব্যবস্থা গ্রহণ করা হবে। (505, 433, 680, 721)
page-number-badge: ২ (10, 53, 48, 90)
byline: স্টাফ রিপোর্টার, ঢাকা অফিস : (16, 814, 83, 821)
continuation-note: (প্রথম পাতার পর) (575, 739, 610, 745)
masthead-date: ১৮ ফাল্গুন ১৪৩১ ঃ ৩ মার্চ ২০২৫ (461, 69, 583, 78)
column-2 (166, 99, 253, 2576)
article-text: বাংলাদেশ সরকারের প্রধান উপদেষ্টা অধ্যাপক মুহাম্মদ ইউনূসের সঙ্গে সাক্ষাৎ করেছেন। প্রতিনিধি দলটি বাংলাদেশের জন্য নবায়নযোগ্য জ্বালানি খাতে বড় বিনিয়োগের সম্ভাবনা নিয়ে আলোচনা করেন। রমজান মাসে বাজার স্থিতিশীল রাখতে সংশ্লিষ্ট সকলকে সহযোগিতার আহ্বান জানানো হয়েছে। ঢাকা অফিস সূত্রে জানা গেছে, বিভিন্ন জেলায় কর্মসূচি পালিত হবে এবং সাধারণ মানুষের সুবিধার্থে নানা উদ্যোগ নেওয়া হচ্ছে। সংশ্লিষ্ট কর্মকর্তারা জানান, প্রতিটি এলাকায় নিয়মিত তদারকি অব্যাহত থাকবে এবং প্রয়োজনীয় ব্যবস্থা গ্রহণ করা হবে। বাংলাদেশ সরকারের প্রধান উপদেষ্টা অধ্যাপক মুহাম্মদ ইউনূসের সঙ্গে সাক্ষাৎ করেছেন। প্রতিনিধি দলটি বাংলাদেশের জন্য নবায়নযোগ্য জ্বালানি খাতে বড় বিনিয়োগের সম্ভাবনা নিয়ে আলোচনা করেন। রমজান মাসে বাজার স্থিতিশীল রাখতে সংশ্লিষ্ট সকলকে সহযোগিতার আহ্বান জানানো হয়েছে। ঢাকা অফিস সূত্রে জানা গেছে, বিভিন্ন জেলায় কর্মসূচি পালিত হবে এবং সাধারণ মানুষের সুবিধার্থে নানা উদ্যোগ নেওয়া হচ্ছে। সংশ্লিষ্ট কর্মকর্তারা জানান, প্রতিটি এলাকায় নিয়মিত তদারকি অব্যাহত থাকবে এবং প্রয়োজনীয় ব্যবস্থা গ্রহণ করা হবে। বাংলাদেশ সরকারের প্রধান উপদেষ্টা অধ্যাপক মুহাম্মদ ইউনূসের সঙ্গে সাক্ষাৎ করেছেন। প্রতিনিধি দলটি বাংলাদেশের জন্য নবায়নযোগ্য জ্বালানি খাতে বড় বিনিয়োগের সম্ভাবনা নিয়ে আলোচনা করেন। রমজান মাসে বাজার স্থিতিশীল রাখতে সংশ্লিষ্ট সকলকে সহযোগিতার আহ্বান জানানো হয়েছে। ঢাকা অফিস সূত্রে জানা গেছে, বিভিন্ন জেলায় কর্মসূচি পালিত হবে এবং সাধারণ মানুষের সুবিধার্থে নানা উদ্যোগ নেওয়া হচ্ছে। সংশ্লিষ্ট কর্মকর্তারা জানান, প্রতিটি এলাকায় নিয়মিত তদারকি অব্যাহত থাকবে এবং প্রয়োজনীয় ব্যবস্থা গ্রহণ করা হবে। বাংলাদেশ সরকারের প্রধান উপদেষ্টা অধ্যাপক মুহাম্মদ ইউনূসের সঙ্গে সাক্ষাৎ করেছেন। প্রতিনিধি দলটি বাংলাদেশের জন্য নবায়নযোগ্য জ্বালানি খাতে বড় বিনিয়োগের সম্ভাবনা নিয়ে আলোচনা করেন। রমজান মাসে বাজার স্থিতিশীল রাখতে সংশ্লিষ্ট সকলকে সহযোগিতার আহ্বান জানানো হয়েছে। ঢাকা অফিস সূত্রে জানা গেছে, বিভিন্ন জেলায় কর্মসূচি পালিত হবে এবং সাধারণ মানুষের সুবিধার্থে নানা উদ্যোগ নেওয়া হচ্ছে। সংশ্লিষ্ট কর্মকর্তারা জানান, প্রতিটি এলাকায় নিয়মিত তদারকি অব্যাহত থাকবে এবং প্রয়োজনীয় ব্যবস্থা গ্রহণ করা হবে। বাংলাদেশ সরকারের প্রধান উপদেষ্টা অধ্যাপক মুহাম্মদ ইউনূসের সঙ্গে সাক্ষাৎ করেছেন। প্রতিনিধি দলটি বাংলাদেশের জন্য নবায়নযোগ্য জ্বালানি খাতে বড় বিনিয়োগের সম্ভাবনা নিয়ে আলোচনা করেন। রমজান মাসে বাজার স্থিতিশীল রাখতে সংশ্লিষ্ট সকলকে সহযোগিতার আহ্বান জানানো হয়েছে। ঢাকা অফিস সূত্রে জানা গেছে, বিভিন্ন জেলায় কর্মসূচি পালিত হবে এবং সাধারণ মানুষের সুবিধার্থে নানা উদ্যোগ নেওয়া হচ্ছে। সংশ্লিষ্ট কর্মকর্তারা জানান, প্রতিটি এলাকায় নিয়মিত তদারকি অব্যাহত থাকবে এবং প্রয়োজনীয় ব্যবস্থা গ্রহণ করা হবে। বাংলাদেশ সরকারের প্রধান উপদেষ্টা অধ্যাপক মুহাম্মদ ইউনূসের সঙ্গে সাক্ষাৎ করেছেন। প্রতিনিধি দলটি বাংলাদেশের জন্য নবায়নযোগ্য জ্বালানি খাতে বড় বিনিয়োগের সম্ভাবনা নিয়ে আলোচনা করেন। রমজান মাসে বাজার স্থিতিশীল রাখতে সংশ্লিষ্ট সকলকে সহযোগিতার আহ্বান জানানো হয়েছে। ঢাকা অফিস সূত্রে জানা গেছে, বিভিন্ন জেলায় কর্মসূচি পালিত হবে এবং সাধারণ মানুষের সুবিধার্থে নানা উদ্যোগ নেওয়া হচ্ছে। সংশ্লিষ্ট কর্মকর্তারা জানান, প্রতিটি এলাকায় নিয়মিত তদারকি অব্যাহত থাকবে এবং প্রয়োজনীয় ব্যবস্থা গ্রহণ করা হবে। (505, 747, 680, 1034)
headline: সারাদেশে একাডেমিক (420, 690, 486, 699)
article-text: বাংলাদেশ সরকারের প্রধান উপদেষ্টা অধ্যাপক মুহাম্মদ ইউনূসের সঙ্গে সাক্ষাৎ করেছেন। প্রতিনিধি দলটি বাংলাদেশের জন্য নবায়নযোগ্য জ্বালানি খাতে বড় বিনিয়োগের সম্ভাবনা নিয়ে আলোচনা করেন। রমজান মাসে বাজার স্থিতিশীল রাখতে সংশ্লিষ্ট সকলকে সহযোগিতার আহ্বান জানানো হয়েছে। ঢাকা অফিস সূত্রে জানা গেছে, বিভিন্ন জেলায় কর্মসূচি পালিত হবে এবং সাধারণ মানুষের সুবিধার্থে নানা উদ্যোগ নেওয়া হচ্ছে। সংশ্লিষ্ট কর্মকর্তারা জানান, প্রতিটি এলাকায় নিয়মিত তদারকি অব্যাহত থাকবে এবং প্রয়োজনীয় ব্যবস্থা গ্রহণ করা হবে। বাংলাদেশ সরকারের প্রধান উপদেষ্টা অধ্যাপক মুহাম্মদ ইউনূসের সঙ্গে সাক্ষাৎ করেছেন। প্রতিনিধি দলটি বাংলাদেশের জন্য নবায়নযোগ্য জ্বালানি খাতে বড় বিনিয়োগের সম্ভাবনা নিয়ে আলোচনা করেন। রমজান মাসে বাজার স্থিতিশীল রাখতে সংশ্লিষ্ট সকলকে সহযোগিতার আহ্বান জানানো হয়েছে। ঢাকা অফিস সূত্রে জানা গেছে, বিভিন্ন জেলায় কর্মসূচি পালিত হবে এবং সাধারণ মানুষের সুবিধার্থে নানা উদ্যোগ নেওয়া হচ্ছে। সংশ্লিষ্ট কর্মকর্তারা জানান, প্রতিটি এলাকায় নিয়মিত তদারকি অব্যাহত থাকবে এবং প্রয়োজনীয় ব্যবস্থা গ্রহণ করা হবে। বাংলাদেশ সরকারের প্রধান উপদেষ্টা অধ্যাপক মুহাম্মদ ইউনূসের সঙ্গে সাক্ষাৎ করেছেন। প্রতিনিধি দলটি বাংলাদেশের জন্য নবায়নযোগ্য জ্বালানি খাতে বড় বিনিয়োগের সম্ভাবনা নিয়ে আলোচনা করেন। রমজান মাসে বাজার স্থিতিশীল রাখতে সংশ্লিষ্ট সকলকে সহযোগিতার আহ্বান জানানো হয়েছে। ঢাকা অফিস সূত্রে জানা গেছে, বিভিন্ন জেলায় কর্মসূচি পালিত হবে এবং সাধারণ মানুষের সুবিধার্থে নানা উদ্যোগ নেওয়া হচ্ছে। সংশ্লিষ্ট কর্মকর্তারা জানান, প্রতিটি এলাকায় নিয়মিত তদারকি অব্যাহত থাকবে এবং প্রয়োজনীয় ব্যবস্থা গ্রহণ করা হবে। বাংলাদেশ সরকারের প্রধান উপদেষ্টা অধ্যাপক মুহাম্মদ ইউনূসের সঙ্গে সাক্ষাৎ করেছেন। প্রতিনিধি দলটি বাংলাদেশের জন্য নবায়নযোগ্য জ্বালানি খাতে বড় বিনিয়োগের সম্ভাবনা নিয়ে আলোচনা করেন। রমজান মাসে বাজার স্থিতিশীল রাখতে সংশ্লিষ্ট সকলকে সহযোগিতার আহ্বান জানানো হয়েছে। ঢাকা অফিস সূত্রে জানা গেছে, বিভিন্ন জেলায় কর্মসূচি পালিত হবে এবং সাধারণ মানুষের সুবিধার্থে নানা উদ্যোগ নেওয়া হচ্ছে। সংশ্লিষ্ট কর্মকর্তারা জানান, প্রতিটি এলাকায় নিয়মিত তদারকি অব্যাহত থাকবে এবং প্রয়োজনীয় ব্যবস্থা গ্রহণ করা হবে। বাংলাদেশ সরকারের প্রধান উপদেষ্টা অধ্যাপক মুহাম্মদ ইউনূসের সঙ্গে সাক্ষাৎ করেছেন। প্রতিনিধি দলটি বাংলাদেশের জন্য নবায়নযোগ্য জ্বালানি খাতে বড় বিনিয়োগের সম্ভাবনা নিয়ে আলোচনা করেন। রমজান মাসে বাজার স্থিতিশীল রাখতে সংশ্লিষ্ট সকলকে সহযোগিতার আহ্বান জানানো হয়েছে। ঢাকা অফিস সূত্রে জানা গেছে, বিভিন্ন জেলায় কর্মসূচি পালিত হবে এবং সাধারণ মানুষের সুবিধার্থে নানা উদ্যোগ নেওয়া হচ্ছে। সংশ্লিষ্ট কর্মকর্তারা জানান, প্রতিটি এলাকায় নিয়মিত তদারকি অব্যাহত থাকবে এবং প্রয়োজনীয় ব্যবস্থা গ্রহণ করা হবে। বাংলাদেশ সরকারের প্রধান উপদেষ্টা অধ্যাপক মুহাম্মদ ইউনূসের সঙ্গে সাক্ষাৎ করেছেন। প্রতিনিধি দলটি বাংলাদেশের জন্য নবায়নযোগ্য জ্বালানি খাতে বড় বিনিয়োগের সম্ভাবনা নিয়ে আলোচনা করেন। রমজান মাসে বাজার স্থিতিশীল রাখতে সংশ্লিষ্ট সকলকে সহযোগিতার আহ্বান জানানো হয়েছে। ঢাকা অফিস সূত্রে জানা গেছে, বিভিন্ন জেলায় কর্মসূচি পালিত হবে এবং সাধারণ মানুষের সুবিধার্থে নানা উদ্যোগ নেওয়া হচ্ছে। সংশ্লিষ্ট কর্মকর্তারা জানান, প্রতিটি এলাকায় নিয়মিত তদারকি অব্যাহত থাকবে এবং প্রয়োজনীয় ব্যবস্থা গ্রহণ করা হবে। (407, 130, 499, 684)
headline: এবার ব্যতিক্রম (187, 1967, 232, 1977)
continuation-note: (প্রথম পাতার পর) (435, 1860, 471, 1867)
continuation-note: (প্রথম পাতার পর) (575, 425, 610, 432)
subheadline: প্রধান উপদেষ্টাকে জ্বালানি বিশেষজ্ঞ (44, 126, 126, 132)
continuation-note: (প্রথম পাতার পর) (313, 863, 348, 870)
continuation-note: (প্রথম পাতার পর) (313, 1233, 348, 1240)
column-5 (505, 99, 680, 1662)
article-text: বাংলাদেশ সরকারের প্রধান উপদেষ্টা অধ্যাপক মুহাম্মদ ইউনূসের সঙ্গে সাক্ষাৎ করেছেন। প্রতিনিধি দলটি বাংলাদেশের জন্য নবায়নযোগ্য জ্বালানি খাতে বড় বিনিয়োগের সম্ভাবনা নিয়ে আলোচনা করেন। রমজান মাসে বাজার স্থিতিশীল রাখতে সংশ্লিষ্ট সকলকে সহযোগিতার আহ্বান জানানো হয়েছে। ঢাকা অফিস সূত্রে জানা গেছে, বিভিন্ন জেলায় কর্মসূচি পালিত হবে এবং সাধারণ মানুষের সুবিধার্থে নানা উদ্যোগ নেওয়া হচ্ছে। সংশ্লিষ্ট কর্মকর্তারা জানান, প্রতিটি এলাকায় নিয়মিত তদারকি অব্যাহত থাকবে এবং প্রয়োজনীয় ব্যবস্থা গ্রহণ করা হবে। বাংলাদেশ সরকারের প্রধান উপদেষ্টা অধ্যাপক মুহাম্মদ ইউনূসের সঙ্গে সাক্ষাৎ করেছেন। প্রতিনিধি দলটি বাংলাদেশের জন্য নবায়নযোগ্য জ্বালানি খাতে বড় বিনিয়োগের সম্ভাবনা নিয়ে আলোচনা করেন। রমজান মাসে বাজার স্থিতিশীল রাখতে সংশ্লিষ্ট সকলকে সহযোগিতার আহ্বান জানানো হয়েছে। ঢাকা অফিস সূত্রে জানা গেছে, বিভিন্ন জেলায় কর্মসূচি পালিত হবে এবং সাধারণ মানুষের সুবিধার্থে নানা উদ্যোগ নেওয়া হচ্ছে। সংশ্লিষ্ট কর্মকর্তারা জানান, প্রতিটি এলাকায় নিয়মিত তদারকি অব্যাহত থাকবে এবং প্রয়োজনীয় ব্যবস্থা গ্রহণ করা হবে। বাংলাদেশ সরকারের প্রধান উপদেষ্টা অধ্যাপক মুহাম্মদ ইউনূসের সঙ্গে সাক্ষাৎ করেছেন। প্রতিনিধি দলটি বাংলাদেশের জন্য নবায়নযোগ্য জ্বালানি খাতে বড় বিনিয়োগের সম্ভাবনা নিয়ে আলোচনা করেন। রমজান মাসে বাজার স্থিতিশীল রাখতে সংশ্লিষ্ট সকলকে সহযোগিতার আহ্বান জানানো হয়েছে। ঢাকা অফিস সূত্রে জানা গেছে, বিভিন্ন জেলায় কর্মসূচি পালিত হবে এবং সাধারণ মানুষের সুবিধার্থে নানা উদ্যোগ নেওয়া হচ্ছে। সংশ্লিষ্ট কর্মকর্তারা জানান, প্রতিটি এলাকায় নিয়মিত তদারকি অব্যাহত থাকবে এবং প্রয়োজনীয় ব্যবস্থা গ্রহণ করা হবে। বাংলাদেশ সরকারের প্রধান উপদেষ্টা অধ্যাপক মুহাম্মদ ইউনূসের সঙ্গে সাক্ষাৎ করেছেন। প্রতিনিধি দলটি বাংলাদেশের জন্য নবায়নযোগ্য জ্বালানি খাতে বড় বিনিয়োগের সম্ভাবনা নিয়ে আলোচনা করেন। রমজান মাসে বাজার স্থিতিশীল রাখতে সংশ্লিষ্ট সকলকে সহযোগিতার আহ্বান জানানো হয়েছে। ঢাকা অফিস সূত্রে জানা গেছে, বিভিন্ন জেলায় কর্মসূচি পালিত হবে এবং সাধারণ মানুষের সুবিধার্থে নানা উদ্যোগ নেওয়া হচ্ছে। সংশ্লিষ্ট কর্মকর্তারা জানান, প্রতিটি এলাকায় নিয়মিত তদারকি অব্যাহত থাকবে এবং প্রয়োজনীয় ব্যবস্থা গ্রহণ করা হবে। বাংলাদেশ সরকারের প্রধান উপদেষ্টা অধ্যাপক মুহাম্মদ ইউনূসের সঙ্গে সাক্ষাৎ করেছেন। প্রতিনিধি দলটি বাংলাদেশের জন্য নবায়নযোগ্য জ্বালানি খাতে বড় বিনিয়োগের সম্ভাবনা নিয়ে আলোচনা করেন। রমজান মাসে বাজার স্থিতিশীল রাখতে সংশ্লিষ্ট সকলকে সহযোগিতার আহ্বান জানানো হয়েছে। ঢাকা অফিস সূত্রে জানা গেছে, বিভিন্ন জেলায় কর্মসূচি পালিত হবে এবং সাধারণ মানুষের সুবিধার্থে নানা উদ্যোগ নেওয়া হচ্ছে। সংশ্লিষ্ট কর্মকর্তারা জানান, প্রতিটি এলাকায় নিয়মিত তদারকি অব্যাহত থাকবে এবং প্রয়োজনীয় ব্যবস্থা গ্রহণ করা হবে। বাংলাদেশ সরকারের প্রধান উপদেষ্টা অধ্যাপক মুহাম্মদ ইউনূসের সঙ্গে সাক্ষাৎ করেছেন। প্রতিনিধি দলটি বাংলাদেশের জন্য নবায়নযোগ্য জ্বালানি খাতে বড় বিনিয়োগের সম্ভাবনা নিয়ে আলোচনা করেন। রমজান মাসে বাজার স্থিতিশীল রাখতে সংশ্লিষ্ট সকলকে সহযোগিতার আহ্বান জানানো হয়েছে। ঢাকা অফিস সূত্রে জানা গেছে, বিভিন্ন জেলায় কর্মসূচি পালিত হবে এবং সাধারণ মানুষের সুবিধার্থে নানা উদ্যোগ নেওয়া হচ্ছে। সংশ্লিষ্ট কর্মকর্তারা জানান, প্রতিটি এলাকায় নিয়মিত তদারকি অব্যাহত থাকবে এবং প্রয়োজনীয় ব্যবস্থা গ্রহণ করা হবে। (259, 872, 402, 1215)
headline: সারা বিশ্বের সঙ্গে রোজা ও ঈদ (39, 1856, 131, 1865)
headline: মাসব্যাপী কর্মসূচি ঘোষণা করল (172, 101, 248, 119)
headline: ভর্তিতে কোটা (188, 1353, 231, 1362)
article-text: বাংলাদেশ সরকারের প্রধান উপদেষ্টা অধ্যাপক মুহাম্মদ ইউনূসের সঙ্গে সাক্ষাৎ করেছেন। প্রতিনিধি দলটি বাংলাদেশের জন্য নবায়নযোগ্য জ্বালানি খাতে বড় বিনিয়োগের সম্ভাবনা নিয়ে আলোচনা করেন। রমজান মাসে বাজার স্থিতিশীল রাখতে সংশ্লিষ্ট সকলকে সহযোগিতার আহ্বান জানানো হয়েছে। ঢাকা অফিস সূত্রে জানা গেছে, বিভিন্ন জেলায় কর্মসূচি পালিত হবে এবং সাধারণ মানুষের সুবিধার্থে নানা উদ্যোগ নেওয়া হচ্ছে। সংশ্লিষ্ট কর্মকর্তারা জানান, প্রতিটি এলাকায় নিয়মিত তদারকি অব্যাহত থাকবে এবং প্রয়োজনীয় ব্যবস্থা গ্রহণ করা হবে। বাংলাদেশ সরকারের প্রধান উপদেষ্টা অধ্যাপক মুহাম্মদ ইউনূসের সঙ্গে সাক্ষাৎ করেছেন। প্রতিনিধি দলটি বাংলাদেশের জন্য নবায়নযোগ্য জ্বালানি খাতে বড় বিনিয়োগের সম্ভাবনা নিয়ে আলোচনা করেন। রমজান মাসে বাজার স্থিতিশীল রাখতে সংশ্লিষ্ট সকলকে সহযোগিতার আহ্বান জানানো হয়েছে। ঢাকা অফিস সূত্রে জানা গেছে, বিভিন্ন জেলায় কর্মসূচি পালিত হবে এবং সাধারণ মানুষের সুবিধার্থে নানা উদ্যোগ নেওয়া হচ্ছে। সংশ্লিষ্ট কর্মকর্তারা জানান, প্রতিটি এলাকায় নিয়মিত তদারকি অব্যাহত থাকবে এবং প্রয়োজনীয় ব্যবস্থা গ্রহণ করা হবে। বাংলাদেশ সরকারের প্রধান উপদেষ্টা অধ্যাপক মুহাম্মদ ইউনূসের সঙ্গে সাক্ষাৎ করেছেন। প্রতিনিধি দলটি বাংলাদেশের জন্য নবায়নযোগ্য জ্বালানি খাতে বড় বিনিয়োগের সম্ভাবনা নিয়ে আলোচনা করেন। রমজান মাসে বাজার স্থিতিশীল রাখতে সংশ্লিষ্ট সকলকে সহযোগিতার আহ্বান জানানো হয়েছে। ঢাকা অফিস সূত্রে জানা গেছে, বিভিন্ন জেলায় কর্মসূচি পালিত হবে এবং সাধারণ মানুষের সুবিধার্থে নানা উদ্যোগ নেওয়া হচ্ছে। সংশ্লিষ্ট কর্মকর্তারা জানান, প্রতিটি এলাকায় নিয়মিত তদারকি অব্যাহত থাকবে এবং প্রয়োজনীয় ব্যবস্থা গ্রহণ করা হবে। বাংলাদেশ সরকারের প্রধান উপদেষ্টা অধ্যাপক মুহাম্মদ ইউনূসের সঙ্গে সাক্ষাৎ করেছেন। প্রতিনিধি দলটি বাংলাদেশের জন্য নবায়নযোগ্য জ্বালানি খাতে বড় বিনিয়োগের সম্ভাবনা নিয়ে আলোচনা করেন। রমজান মাসে বাজার স্থিতিশীল রাখতে সংশ্লিষ্ট সকলকে সহযোগিতার আহ্বান জানানো হয়েছে। ঢাকা অফিস সূত্রে জানা গেছে, বিভিন্ন জেলায় কর্মসূচি পালিত হবে এবং সাধারণ মানুষের সুবিধার্থে নানা উদ্যোগ নেওয়া হচ্ছে। সংশ্লিষ্ট কর্মকর্তারা জানান, প্রতিটি এলাকায় নিয়মিত তদারকি অব্যাহত থাকবে এবং প্রয়োজনীয় ব্যবস্থা গ্রহণ করা হবে। বাংলাদেশ সরকারের প্রধান উপদেষ্টা অধ্যাপক মুহাম্মদ ইউনূসের সঙ্গে সাক্ষাৎ করেছেন। প্রতিনিধি দলটি বাংলাদেশের জন্য নবায়নযোগ্য জ্বালানি খাতে বড় বিনিয়োগের সম্ভাবনা নিয়ে আলোচনা করেন। রমজান মাসে বাজার স্থিতিশীল রাখতে সংশ্লিষ্ট সকলকে সহযোগিতার আহ্বান জানানো হয়েছে। ঢাকা অফিস সূত্রে জানা গেছে, বিভিন্ন জেলায় কর্মসূচি পালিত হবে এবং সাধারণ মানুষের সুবিধার্থে নানা উদ্যোগ নেওয়া হচ্ছে। সংশ্লিষ্ট কর্মকর্তারা জানান, প্রতিটি এলাকায় নিয়মিত তদারকি অব্যাহত থাকবে এবং প্রয়োজনীয় ব্যবস্থা গ্রহণ করা হবে। বাংলাদেশ সরকারের প্রধান উপদেষ্টা অধ্যাপক মুহাম্মদ ইউনূসের সঙ্গে সাক্ষাৎ করেছেন। প্রতিনিধি দলটি বাংলাদেশের জন্য নবায়নযোগ্য জ্বালানি খাতে বড় বিনিয়োগের সম্ভাবনা নিয়ে আলোচনা করেন। রমজান মাসে বাজার স্থিতিশীল রাখতে সংশ্লিষ্ট সকলকে সহযোগিতার আহ্বান জানানো হয়েছে। ঢাকা অফিস সূত্রে জানা গেছে, বিভিন্ন জেলায় কর্মসূচি পালিত হবে এবং সাধারণ মানুষের সুবিধার্থে নানা উদ্যোগ নেওয়া হচ্ছে। সংশ্লিষ্ট কর্মকর্তারা জানান, প্রতিটি এলাকায় নিয়মিত তদারকি অব্যাহত থাকবে এবং প্রয়োজনীয় ব্যবস্থা গ্রহণ করা হবে। (407, 1289, 499, 1843)
article-text: বাংলাদেশ সরকারের প্রধান উপদেষ্টা অধ্যাপক মুহাম্মদ ইউনূসের সঙ্গে সাক্ষাৎ করেছেন। প্রতিনিধি দলটি বাংলাদেশের জন্য নবায়নযোগ্য জ্বালানি খাতে বড় বিনিয়োগের সম্ভাবনা নিয়ে আলোচনা করেন। রমজান মাসে বাজার স্থিতিশীল রাখতে সংশ্লিষ্ট সকলকে সহযোগিতার আহ্বান জানানো হয়েছে। ঢাকা অফিস সূত্রে জানা গেছে, বিভিন্ন জেলায় কর্মসূচি পালিত হবে এবং সাধারণ মানুষের সুবিধার্থে নানা উদ্যোগ নেওয়া হচ্ছে। সংশ্লিষ্ট কর্মকর্তারা জানান, প্রতিটি এলাকায় নিয়মিত তদারকি অব্যাহত থাকবে এবং প্রয়োজনীয় ব্যবস্থা গ্রহণ করা হবে। বাংলাদেশ সরকারের প্রধান উপদেষ্টা অধ্যাপক মুহাম্মদ ইউনূসের সঙ্গে সাক্ষাৎ করেছেন। প্রতিনিধি দলটি বাংলাদেশের জন্য নবায়নযোগ্য জ্বালানি খাতে বড় বিনিয়োগের সম্ভাবনা নিয়ে আলোচনা করেন। রমজান মাসে বাজার স্থিতিশীল রাখতে সংশ্লিষ্ট সকলকে সহযোগিতার আহ্বান জানানো হয়েছে। ঢাকা অফিস সূত্রে জানা গেছে, বিভিন্ন জেলায় কর্মসূচি পালিত হবে এবং সাধারণ মানুষের সুবিধার্থে নানা উদ্যোগ নেওয়া হচ্ছে। সংশ্লিষ্ট কর্মকর্তারা জানান, প্রতিটি এলাকায় নিয়মিত তদারকি অব্যাহত থাকবে এবং প্রয়োজনীয় ব্যবস্থা গ্রহণ করা হবে। বাংলাদেশ সরকারের প্রধান উপদেষ্টা অধ্যাপক মুহাম্মদ ইউনূসের সঙ্গে সাক্ষাৎ করেছেন। প্রতিনিধি দলটি বাংলাদেশের জন্য নবায়নযোগ্য জ্বালানি খাতে বড় বিনিয়োগের সম্ভাবনা নিয়ে আলোচনা করেন। রমজান মাসে বাজার স্থিতিশীল রাখতে সংশ্লিষ্ট সকলকে সহযোগিতার আহ্বান জানানো হয়েছে। ঢাকা অফিস সূত্রে জানা গেছে, বিভিন্ন জেলায় কর্মসূচি পালিত হবে এবং সাধারণ মানুষের সুবিধার্থে নানা উদ্যোগ নেওয়া হচ্ছে। সংশ্লিষ্ট কর্মকর্তারা জানান, প্রতিটি এলাকায় নিয়মিত তদারকি অব্যাহত থাকবে এবং প্রয়োজনীয় ব্যবস্থা গ্রহণ করা হবে। বাংলাদেশ সরকারের প্রধান উপদেষ্টা অধ্যাপক মুহাম্মদ ইউনূসের সঙ্গে সাক্ষাৎ করেছেন। প্রতিনিধি দলটি বাংলাদেশের জন্য নবায়নযোগ্য জ্বালানি খাতে বড় বিনিয়োগের সম্ভাবনা নিয়ে আলোচনা করেন। রমজান মাসে বাজার স্থিতিশীল রাখতে সংশ্লিষ্ট সকলকে সহযোগিতার আহ্বান জানানো হয়েছে। ঢাকা অফিস সূত্রে জানা গেছে, বিভিন্ন জেলায় কর্মসূচি পালিত হবে এবং সাধারণ মানুষের সুবিধার্থে নানা উদ্যোগ নেওয়া হচ্ছে। সংশ্লিষ্ট কর্মকর্তারা জানান, প্রতিটি এলাকায় নিয়মিত তদারকি অব্যাহত থাকবে এবং প্রয়োজনীয় ব্যবস্থা গ্রহণ করা হবে। বাংলাদেশ সরকারের প্রধান উপদেষ্টা অধ্যাপক মুহাম্মদ ইউনূসের সঙ্গে সাক্ষাৎ করেছেন। প্রতিনিধি দলটি বাংলাদেশের জন্য নবায়নযোগ্য জ্বালানি খাতে বড় বিনিয়োগের সম্ভাবনা নিয়ে আলোচনা করেন। রমজান মাসে বাজার স্থিতিশীল রাখতে সংশ্লিষ্ট সকলকে সহযোগিতার আহ্বান জানানো হয়েছে। ঢাকা অফিস সূত্রে জানা গেছে, বিভিন্ন জেলায় কর্মসূচি পালিত হবে এবং সাধারণ মানুষের সুবিধার্থে নানা উদ্যোগ নেওয়া হচ্ছে। সংশ্লিষ্ট কর্মকর্তারা জানান, প্রতিটি এলাকায় নিয়মিত তদারকি অব্যাহত থাকবে এবং প্রয়োজনীয় ব্যবস্থা গ্রহণ করা হবে। বাংলাদেশ সরকারের প্রধান উপদেষ্টা অধ্যাপক মুহাম্মদ ইউনূসের সঙ্গে সাক্ষাৎ করেছেন। প্রতিনিধি দলটি বাংলাদেশের জন্য নবায়নযোগ্য জ্বালানি খাতে বড় বিনিয়োগের সম্ভাবনা নিয়ে আলোচনা করেন। রমজান মাসে বাজার স্থিতিশীল রাখতে সংশ্লিষ্ট সকলকে সহযোগিতার আহ্বান জানানো হয়েছে। ঢাকা অফিস সূত্রে জানা গেছে, বিভিন্ন জেলায় কর্মসূচি পালিত হবে এবং সাধারণ মানুষের সুবিধার্থে নানা উদ্যোগ নেওয়া হচ্ছে। সংশ্লিষ্ট কর্মকর্তারা জানান, প্রতিটি এলাকায় নিয়মিত তদারকি অব্যাহত থাকবে এবং প্রয়োজনীয় ব্যবস্থা গ্রহণ করা হবে। (505, 1374, 680, 1662)
headline: সাবেক ডিজিএফআই প্রধান (550, 1354, 635, 1364)
byline: স্টাফ রিপোর্টার, ঢাকা অফিস : (413, 130, 477, 137)
logo-small-text: দৈনিক (602, 47, 618, 55)
article-text: বাংলাদেশ সরকারের প্রধান উপদেষ্টা অধ্যাপক মুহাম্মদ ইউনূসের সঙ্গে সাক্ষাৎ করেছেন। প্রতিনিধি দলটি বাংলাদেশের জন্য নবায়নযোগ্য জ্বালানি খাতে বড় বিনিয়োগের সম্ভাবনা নিয়ে আলোচনা করেন। রমজান মাসে বাজার স্থিতিশীল রাখতে সংশ্লিষ্ট সকলকে সহযোগিতার আহ্বান জানানো হয়েছে। ঢাকা অফিস সূত্রে জানা গেছে, বিভিন্ন জেলায় কর্মসূচি পালিত হবে এবং সাধারণ মানুষের সুবিধার্থে নানা উদ্যোগ নেওয়া হচ্ছে। সংশ্লিষ্ট কর্মকর্তারা জানান, প্রতিটি এলাকায় নিয়মিত তদারকি অব্যাহত থাকবে এবং প্রয়োজনীয় ব্যবস্থা গ্রহণ করা হবে। বাংলাদেশ সরকারের প্রধান উপদেষ্টা অধ্যাপক মুহাম্মদ ইউনূসের সঙ্গে সাক্ষাৎ করেছেন। প্রতিনিধি দলটি বাংলাদেশের জন্য নবায়নযোগ্য জ্বালানি খাতে বড় বিনিয়োগের সম্ভাবনা নিয়ে আলোচনা করেন। রমজান মাসে বাজার স্থিতিশীল রাখতে সংশ্লিষ্ট সকলকে সহযোগিতার আহ্বান জানানো হয়েছে। ঢাকা অফিস সূত্রে জানা গেছে, বিভিন্ন জেলায় কর্মসূচি পালিত হবে এবং সাধারণ মানুষের সুবিধার্থে নানা উদ্যোগ নেওয়া হচ্ছে। সংশ্লিষ্ট কর্মকর্তারা জানান, প্রতিটি এলাকায় নিয়মিত তদারকি অব্যাহত থাকবে এবং প্রয়োজনীয় ব্যবস্থা গ্রহণ করা হবে। বাংলাদেশ সরকারের প্রধান উপদেষ্টা অধ্যাপক মুহাম্মদ ইউনূসের সঙ্গে সাক্ষাৎ করেছেন। প্রতিনিধি দলটি বাংলাদেশের জন্য নবায়নযোগ্য জ্বালানি খাতে বড় বিনিয়োগের সম্ভাবনা নিয়ে আলোচনা করেন। রমজান মাসে বাজার স্থিতিশীল রাখতে সংশ্লিষ্ট সকলকে সহযোগিতার আহ্বান জানানো হয়েছে। ঢাকা অফিস সূত্রে জানা গেছে, বিভিন্ন জেলায় কর্মসূচি পালিত হবে এবং সাধারণ মানুষের সুবিধার্থে নানা উদ্যোগ নেওয়া হচ্ছে। সংশ্লিষ্ট কর্মকর্তারা জানান, প্রতিটি এলাকায় নিয়মিত তদারকি অব্যাহত থাকবে এবং প্রয়োজনীয় ব্যবস্থা গ্রহণ করা হবে। বাংলাদেশ সরকারের প্রধান উপদেষ্টা অধ্যাপক মুহাম্মদ ইউনূসের সঙ্গে সাক্ষাৎ করেছেন। প্রতিনিধি দলটি বাংলাদেশের জন্য নবায়নযোগ্য জ্বালানি খাতে বড় বিনিয়োগের সম্ভাবনা নিয়ে আলোচনা করেন। রমজান মাসে বাজার স্থিতিশীল রাখতে সংশ্লিষ্ট সকলকে সহযোগিতার আহ্বান জানানো হয়েছে। ঢাকা অফিস সূত্রে জানা গেছে, বিভিন্ন জেলায় কর্মসূচি পালিত হবে এবং সাধারণ মানুষের সুবিধার্থে নানা উদ্যোগ নেওয়া হচ্ছে। সংশ্লিষ্ট কর্মকর্তারা জানান, প্রতিটি এলাকায় নিয়মিত তদারকি অব্যাহত থাকবে এবং প্রয়োজনীয় ব্যবস্থা গ্রহণ করা হবে। বাংলাদেশ সরকারের প্রধান উপদেষ্টা অধ্যাপক মুহাম্মদ ইউনূসের সঙ্গে সাক্ষাৎ করেছেন। প্রতিনিধি দলটি বাংলাদেশের জন্য নবায়নযোগ্য জ্বালানি খাতে বড় বিনিয়োগের সম্ভাবনা নিয়ে আলোচনা করেন। রমজান মাসে বাজার স্থিতিশীল রাখতে সংশ্লিষ্ট সকলকে সহযোগিতার আহ্বান জানানো হয়েছে। ঢাকা অফিস সূত্রে জানা গেছে, বিভিন্ন জেলায় কর্মসূচি পালিত হবে এবং সাধারণ মানুষের সুবিধার্থে নানা উদ্যোগ নেওয়া হচ্ছে। সংশ্লিষ্ট কর্মকর্তারা জানান, প্রতিটি এলাকায় নিয়মিত তদারকি অব্যাহত থাকবে এবং প্রয়োজনীয় ব্যবস্থা গ্রহণ করা হবে। বাংলাদেশ সরকারের প্রধান উপদেষ্টা অধ্যাপক মুহাম্মদ ইউনূসের সঙ্গে সাক্ষাৎ করেছেন। প্রতিনিধি দলটি বাংলাদেশের জন্য নবায়নযোগ্য জ্বালানি খাতে বড় বিনিয়োগের সম্ভাবনা নিয়ে আলোচনা করেন। রমজান মাসে বাজার স্থিতিশীল রাখতে সংশ্লিষ্ট সকলকে সহযোগিতার আহ্বান জানানো হয়েছে। ঢাকা অফিস সূত্রে জানা গেছে, বিভিন্ন জেলায় কর্মসূচি পালিত হবে এবং সাধারণ মানুষের সুবিধার্থে নানা উদ্যোগ নেওয়া হচ্ছে। সংশ্লিষ্ট কর্মকর্তারা জানান, প্রতিটি এলাকায় নিয়মিত তদারকি অব্যাহত থাকবে এবং প্রয়োজনীয় ব্যবস্থা গ্রহণ করা হবে। (166, 758, 253, 1347)
logo-text: করতোয়া (604, 53, 680, 78)
continuation-note: (প্রথম পাতার পর) (435, 701, 471, 708)
article-text: বাংলাদেশ সরকারের প্রধান উপদেষ্টা অধ্যাপক মুহাম্মদ ইউনূসের সঙ্গে সাক্ষাৎ করেছেন। প্রতিনিধি দলটি বাংলাদেশের জন্য নবায়নযোগ্য জ্বালানি খাতে বড় বিনিয়োগের সম্ভাবনা নিয়ে আলোচনা করেন। রমজান মাসে বাজার স্থিতিশীল রাখতে সংশ্লিষ্ট সকলকে সহযোগিতার আহ্বান জানানো হয়েছে। ঢাকা অফিস সূত্রে জানা গেছে, বিভিন্ন জেলায় কর্মসূচি পালিত হবে এবং সাধারণ মানুষের সুবিধার্থে নানা উদ্যোগ নেওয়া হচ্ছে। সংশ্লিষ্ট কর্মকর্তারা জানান, প্রতিটি এলাকায় নিয়মিত তদারকি অব্যাহত থাকবে এবং প্রয়োজনীয় ব্যবস্থা গ্রহণ করা হবে। বাংলাদেশ সরকারের প্রধান উপদেষ্টা অধ্যাপক মুহাম্মদ ইউনূসের সঙ্গে সাক্ষাৎ করেছেন। প্রতিনিধি দলটি বাংলাদেশের জন্য নবায়নযোগ্য জ্বালানি খাতে বড় বিনিয়োগের সম্ভাবনা নিয়ে আলোচনা করেন। রমজান মাসে বাজার স্থিতিশীল রাখতে সংশ্লিষ্ট সকলকে সহযোগিতার আহ্বান জানানো হয়েছে। ঢাকা অফিস সূত্রে জানা গেছে, বিভিন্ন জেলায় কর্মসূচি পালিত হবে এবং সাধারণ মানুষের সুবিধার্থে নানা উদ্যোগ নেওয়া হচ্ছে। সংশ্লিষ্ট কর্মকর্তারা জানান, প্রতিটি এলাকায় নিয়মিত তদারকি অব্যাহত থাকবে এবং প্রয়োজনীয় ব্যবস্থা গ্রহণ করা হবে। বাংলাদেশ সরকারের প্রধান উপদেষ্টা অধ্যাপক মুহাম্মদ ইউনূসের সঙ্গে সাক্ষাৎ করেছেন। প্রতিনিধি দলটি বাংলাদেশের জন্য নবায়নযোগ্য জ্বালানি খাতে বড় বিনিয়োগের সম্ভাবনা নিয়ে আলোচনা করেন। রমজান মাসে বাজার স্থিতিশীল রাখতে সংশ্লিষ্ট সকলকে সহযোগিতার আহ্বান জানানো হয়েছে। ঢাকা অফিস সূত্রে জানা গেছে, বিভিন্ন জেলায় কর্মসূচি পালিত হবে এবং সাধারণ মানুষের সুবিধার্থে নানা উদ্যোগ নেওয়া হচ্ছে। সংশ্লিষ্ট কর্মকর্তারা জানান, প্রতিটি এলাকায় নিয়মিত তদারকি অব্যাহত থাকবে এবং প্রয়োজনীয় ব্যবস্থা গ্রহণ করা হবে। বাংলাদেশ সরকারের প্রধান উপদেষ্টা অধ্যাপক মুহাম্মদ ইউনূসের সঙ্গে সাক্ষাৎ করেছেন। প্রতিনিধি দলটি বাংলাদেশের জন্য নবায়নযোগ্য জ্বালানি খাতে বড় বিনিয়োগের সম্ভাবনা নিয়ে আলোচনা করেন। রমজান মাসে বাজার স্থিতিশীল রাখতে সংশ্লিষ্ট সকলকে সহযোগিতার আহ্বান জানানো হয়েছে। ঢাকা অফিস সূত্রে জানা গেছে, বিভিন্ন জেলায় কর্মসূচি পালিত হবে এবং সাধারণ মানুষের সুবিধার্থে নানা উদ্যোগ নেওয়া হচ্ছে। সংশ্লিষ্ট কর্মকর্তারা জানান, প্রতিটি এলাকায় নিয়মিত তদারকি অব্যাহত থাকবে এবং প্রয়োজনীয় ব্যবস্থা গ্রহণ করা হবে। বাংলাদেশ সরকারের প্রধান উপদেষ্টা অধ্যাপক মুহাম্মদ ইউনূসের সঙ্গে সাক্ষাৎ করেছেন। প্রতিনিধি দলটি বাংলাদেশের জন্য নবায়নযোগ্য জ্বালানি খাতে বড় বিনিয়োগের সম্ভাবনা নিয়ে আলোচনা করেন। রমজান মাসে বাজার স্থিতিশীল রাখতে সংশ্লিষ্ট সকলকে সহযোগিতার আহ্বান জানানো হয়েছে। ঢাকা অফিস সূত্রে জানা গেছে, বিভিন্ন জেলায় কর্মসূচি পালিত হবে এবং সাধারণ মানুষের সুবিধার্থে নানা উদ্যোগ নেওয়া হচ্ছে। সংশ্লিষ্ট কর্মকর্তারা জানান, প্রতিটি এলাকায় নিয়মিত তদারকি অব্যাহত থাকবে এবং প্রয়োজনীয় ব্যবস্থা গ্রহণ করা হবে। বাংলাদেশ সরকারের প্রধান উপদেষ্টা অধ্যাপক মুহাম্মদ ইউনূসের সঙ্গে সাক্ষাৎ করেছেন। প্রতিনিধি দলটি বাংলাদেশের জন্য নবায়নযোগ্য জ্বালানি খাতে বড় বিনিয়োগের সম্ভাবনা নিয়ে আলোচনা করেন। রমজান মাসে বাজার স্থিতিশীল রাখতে সংশ্লিষ্ট সকলকে সহযোগিতার আহ্বান জানানো হয়েছে। ঢাকা অফিস সূত্রে জানা গেছে, বিভিন্ন জেলায় কর্মসূচি পালিত হবে এবং সাধারণ মানুষের সুবিধার্থে নানা উদ্যোগ নেওয়া হচ্ছে। সংশ্লিষ্ট কর্মকর্তারা জানান, প্রতিটি এলাকায় নিয়মিত তদারকি অব্যাহত থাকবে এবং প্রয়োজনীয় ব্যবস্থা গ্রহণ করা হবে। (407, 709, 499, 1263)
article-text: বাংলাদেশ সরকারের প্রধান উপদেষ্টা অধ্যাপক মুহাম্মদ ইউনূসের সঙ্গে সাক্ষাৎ করেছেন। প্রতিনিধি দলটি বাংলাদেশের জন্য নবায়নযোগ্য জ্বালানি খাতে বড় বিনিয়োগের সম্ভাবনা নিয়ে আলোচনা করেন। রমজান মাসে বাজার স্থিতিশীল রাখতে সংশ্লিষ্ট সকলকে সহযোগিতার আহ্বান জানানো হয়েছে। ঢাকা অফিস সূত্রে জানা গেছে, বিভিন্ন জেলায় কর্মসূচি পালিত হবে এবং সাধারণ মানুষের সুবিধার্থে নানা উদ্যোগ নেওয়া হচ্ছে। সংশ্লিষ্ট কর্মকর্তারা জানান, প্রতিটি এলাকায় নিয়মিত তদারকি অব্যাহত থাকবে এবং প্রয়োজনীয় ব্যবস্থা গ্রহণ করা হবে। বাংলাদেশ সরকারের প্রধান উপদেষ্টা অধ্যাপক মুহাম্মদ ইউনূসের সঙ্গে সাক্ষাৎ করেছেন। প্রতিনিধি দলটি বাংলাদেশের জন্য নবায়নযোগ্য জ্বালানি খাতে বড় বিনিয়োগের সম্ভাবনা নিয়ে আলোচনা করেন। রমজান মাসে বাজার স্থিতিশীল রাখতে সংশ্লিষ্ট সকলকে সহযোগিতার আহ্বান জানানো হয়েছে। ঢাকা অফিস সূত্রে জানা গেছে, বিভিন্ন জেলায় কর্মসূচি পালিত হবে এবং সাধারণ মানুষের সুবিধার্থে নানা উদ্যোগ নেওয়া হচ্ছে। সংশ্লিষ্ট কর্মকর্তারা জানান, প্রতিটি এলাকায় নিয়মিত তদারকি অব্যাহত থাকবে এবং প্রয়োজনীয় ব্যবস্থা গ্রহণ করা হবে। বাংলাদেশ সরকারের প্রধান উপদেষ্টা অধ্যাপক মুহাম্মদ ইউনূসের সঙ্গে সাক্ষাৎ করেছেন। প্রতিনিধি দলটি বাংলাদেশের জন্য নবায়নযোগ্য জ্বালানি খাতে বড় বিনিয়োগের সম্ভাবনা নিয়ে আলোচনা করেন। রমজান মাসে বাজার স্থিতিশীল রাখতে সংশ্লিষ্ট সকলকে সহযোগিতার আহ্বান জানানো হয়েছে। ঢাকা অফিস সূত্রে জানা গেছে, বিভিন্ন জেলায় কর্মসূচি পালিত হবে এবং সাধারণ মানুষের সুবিধার্থে নানা উদ্যোগ নেওয়া হচ্ছে। সংশ্লিষ্ট কর্মকর্তারা জানান, প্রতিটি এলাকায় নিয়মিত তদারকি অব্যাহত থাকবে এবং প্রয়োজনীয় ব্যবস্থা গ্রহণ করা হবে। বাংলাদেশ সরকারের প্রধান উপদেষ্টা অধ্যাপক মুহাম্মদ ইউনূসের সঙ্গে সাক্ষাৎ করেছেন। প্রতিনিধি দলটি বাংলাদেশের জন্য নবায়নযোগ্য জ্বালানি খাতে বড় বিনিয়োগের সম্ভাবনা নিয়ে আলোচনা করেন। রমজান মাসে বাজার স্থিতিশীল রাখতে সংশ্লিষ্ট সকলকে সহযোগিতার আহ্বান জানানো হয়েছে। ঢাকা অফিস সূত্রে জানা গেছে, বিভিন্ন জেলায় কর্মসূচি পালিত হবে এবং সাধারণ মানুষের সুবিধার্থে নানা উদ্যোগ নেওয়া হচ্ছে। সংশ্লিষ্ট কর্মকর্তারা জানান, প্রতিটি এলাকায় নিয়মিত তদারকি অব্যাহত থাকবে এবং প্রয়োজনীয় ব্যবস্থা গ্রহণ করা হবে। বাংলাদেশ সরকারের প্রধান উপদেষ্টা অধ্যাপক মুহাম্মদ ইউনূসের সঙ্গে সাক্ষাৎ করেছেন। প্রতিনিধি দলটি বাংলাদেশের জন্য নবায়নযোগ্য জ্বালানি খাতে বড় বিনিয়োগের সম্ভাবনা নিয়ে আলোচনা করেন। রমজান মাসে বাজার স্থিতিশীল রাখতে সংশ্লিষ্ট সকলকে সহযোগিতার আহ্বান জানানো হয়েছে। ঢাকা অফিস সূত্রে জানা গেছে, বিভিন্ন জেলায় কর্মসূচি পালিত হবে এবং সাধারণ মানুষের সুবিধার্থে নানা উদ্যোগ নেওয়া হচ্ছে। সংশ্লিষ্ট কর্মকর্তারা জানান, প্রতিটি এলাকায় নিয়মিত তদারকি অব্যাহত থাকবে এবং প্রয়োজনীয় ব্যবস্থা গ্রহণ করা হবে। বাংলাদেশ সরকারের প্রধান উপদেষ্টা অধ্যাপক মুহাম্মদ ইউনূসের সঙ্গে সাক্ষাৎ করেছেন। প্রতিনিধি দলটি বাংলাদেশের জন্য নবায়নযোগ্য জ্বালানি খাতে বড় বিনিয়োগের সম্ভাবনা নিয়ে আলোচনা করেন। রমজান মাসে বাজার স্থিতিশীল রাখতে সংশ্লিষ্ট সকলকে সহযোগিতার আহ্বান জানানো হয়েছে। ঢাকা অফিস সূত্রে জানা গেছে, বিভিন্ন জেলায় কর্মসূচি পালিত হবে এবং সাধারণ মানুষের সুবিধার্থে নানা উদ্যোগ নেওয়া হচ্ছে। সংশ্লিষ্ট কর্মকর্তারা জানান, প্রতিটি এলাকায় নিয়মিত তদারকি অব্যাহত থাকবে এবং প্রয়োজনীয় ব্যবস্থা গ্রহণ করা হবে। (259, 503, 402, 846)
column-1 (10, 99, 160, 2561)
divider (505, 724, 680, 725)
headline: খোশ আমদেদ (432, 1269, 475, 1279)
divider (259, 1218, 402, 1219)
divider (10, 1853, 160, 1854)
byline: স্টাফ রিপোর্টার, ঢাকা অফিস : (172, 137, 253, 144)
headline: ৪ আসামিকে ট্রাইব্যুনালে (554, 414, 630, 423)
divider (505, 411, 680, 412)
article-text: বাংলাদেশ সরকারের প্রধান উপদেষ্টা অধ্যাপক মুহাম্মদ ইউনূসের সঙ্গে সাক্ষাৎ করেছেন। প্রতিনিধি দলটি বাংলাদেশের জন্য নবায়নযোগ্য জ্বালানি খাতে বড় বিনিয়োগের সম্ভাবনা নিয়ে আলোচনা করেন। রমজান মাসে বাজার স্থিতিশীল রাখতে সংশ্লিষ্ট সকলকে সহযোগিতার আহ্বান জানানো হয়েছে। ঢাকা অফিস সূত্রে জানা গেছে, বিভিন্ন জেলায় কর্মসূচি পালিত হবে এবং সাধারণ মানুষের সুবিধার্থে নানা উদ্যোগ নেওয়া হচ্ছে। সংশ্লিষ্ট কর্মকর্তারা জানান, প্রতিটি এলাকায় নিয়মিত তদারকি অব্যাহত থাকবে এবং প্রয়োজনীয় ব্যবস্থা গ্রহণ করা হবে। বাংলাদেশ সরকারের প্রধান উপদেষ্টা অধ্যাপক মুহাম্মদ ইউনূসের সঙ্গে সাক্ষাৎ করেছেন। প্রতিনিধি দলটি বাংলাদেশের জন্য নবায়নযোগ্য জ্বালানি খাতে বড় বিনিয়োগের সম্ভাবনা নিয়ে আলোচনা করেন। রমজান মাসে বাজার স্থিতিশীল রাখতে সংশ্লিষ্ট সকলকে সহযোগিতার আহ্বান জানানো হয়েছে। ঢাকা অফিস সূত্রে জানা গেছে, বিভিন্ন জেলায় কর্মসূচি পালিত হবে এবং সাধারণ মানুষের সুবিধার্থে নানা উদ্যোগ নেওয়া হচ্ছে। সংশ্লিষ্ট কর্মকর্তারা জানান, প্রতিটি এলাকায় নিয়মিত তদারকি অব্যাহত থাকবে এবং প্রয়োজনীয় ব্যবস্থা গ্রহণ করা হবে। বাংলাদেশ সরকারের প্রধান উপদেষ্টা অধ্যাপক মুহাম্মদ ইউনূসের সঙ্গে সাক্ষাৎ করেছেন। প্রতিনিধি দলটি বাংলাদেশের জন্য নবায়নযোগ্য জ্বালানি খাতে বড় বিনিয়োগের সম্ভাবনা নিয়ে আলোচনা করেন। রমজান মাসে বাজার স্থিতিশীল রাখতে সংশ্লিষ্ট সকলকে সহযোগিতার আহ্বান জানানো হয়েছে। ঢাকা অফিস সূত্রে জানা গেছে, বিভিন্ন জেলায় কর্মসূচি পালিত হবে এবং সাধারণ মানুষের সুবিধার্থে নানা উদ্যোগ নেওয়া হচ্ছে। সংশ্লিষ্ট কর্মকর্তারা জানান, প্রতিটি এলাকায় নিয়মিত তদারকি অব্যাহত থাকবে এবং প্রয়োজনীয় ব্যবস্থা গ্রহণ করা হবে। বাংলাদেশ সরকারের প্রধান উপদেষ্টা অধ্যাপক মুহাম্মদ ইউনূসের সঙ্গে সাক্ষাৎ করেছেন। প্রতিনিধি দলটি বাংলাদেশের জন্য নবায়নযোগ্য জ্বালানি খাতে বড় বিনিয়োগের সম্ভাবনা নিয়ে আলোচনা করেন। রমজান মাসে বাজার স্থিতিশীল রাখতে সংশ্লিষ্ট সকলকে সহযোগিতার আহ্বান জানানো হয়েছে। ঢাকা অফিস সূত্রে জানা গেছে, বিভিন্ন জেলায় কর্মসূচি পালিত হবে এবং সাধারণ মানুষের সুবিধার্থে নানা উদ্যোগ নেওয়া হচ্ছে। সংশ্লিষ্ট কর্মকর্তারা জানান, প্রতিটি এলাকায় নিয়মিত তদারকি অব্যাহত থাকবে এবং প্রয়োজনীয় ব্যবস্থা গ্রহণ করা হবে। বাংলাদেশ সরকারের প্রধান উপদেষ্টা অধ্যাপক মুহাম্মদ ইউনূসের সঙ্গে সাক্ষাৎ করেছেন। প্রতিনিধি দলটি বাংলাদেশের জন্য নবায়নযোগ্য জ্বালানি খাতে বড় বিনিয়োগের সম্ভাবনা নিয়ে আলোচনা করেন। রমজান মাসে বাজার স্থিতিশীল রাখতে সংশ্লিষ্ট সকলকে সহযোগিতার আহ্বান জানানো হয়েছে। ঢাকা অফিস সূত্রে জানা গেছে, বিভিন্ন জেলায় কর্মসূচি পালিত হবে এবং সাধারণ মানুষের সুবিধার্থে নানা উদ্যোগ নেওয়া হচ্ছে। সংশ্লিষ্ট কর্মকর্তারা জানান, প্রতিটি এলাকায় নিয়মিত তদারকি অব্যাহত থাকবে এবং প্রয়োজনীয় ব্যবস্থা গ্রহণ করা হবে। বাংলাদেশ সরকারের প্রধান উপদেষ্টা অধ্যাপক মুহাম্মদ ইউনূসের সঙ্গে সাক্ষাৎ করেছেন। প্রতিনিধি দলটি বাংলাদেশের জন্য নবায়নযোগ্য জ্বালানি খাতে বড় বিনিয়োগের সম্ভাবনা নিয়ে আলোচনা করেন। রমজান মাসে বাজার স্থিতিশীল রাখতে সংশ্লিষ্ট সকলকে সহযোগিতার আহ্বান জানানো হয়েছে। ঢাকা অফিস সূত্রে জানা গেছে, বিভিন্ন জেলায় কর্মসূচি পালিত হবে এবং সাধারণ মানুষের সুবিধার্থে নানা উদ্যোগ নেওয়া হচ্ছে। সংশ্লিষ্ট কর্মকর্তারা জানান, প্রতিটি এলাকায় নিয়মিত তদারকি অব্যাহত থাকবে এবং প্রয়োজনীয় ব্যবস্থা গ্রহণ করা হবে। (259, 125, 402, 468)
headline: রমজানে বাজার অস্থিতিশীল না করার আহ্বান স্বরাষ্ট্র উপদেষ্টার (263, 101, 398, 123)
continuation-note: (প্রথম পাতার পর) (575, 1365, 610, 1372)
divider (10, 2208, 160, 2209)
column-3 (259, 99, 402, 1954)
article-text: বাংলাদেশ সরকারের প্রধান উপদেষ্টা অধ্যাপক মুহাম্মদ ইউনূসের সঙ্গে সাক্ষাৎ করেছেন। প্রতিনিধি দলটি বাংলাদেশের জন্য নবায়নযোগ্য জ্বালানি খাতে বড় বিনিয়োগের সম্ভাবনা নিয়ে আলোচনা করেন। রমজান মাসে বাজার স্থিতিশীল রাখতে সংশ্লিষ্ট সকলকে সহযোগিতার আহ্বান জানানো হয়েছে। ঢাকা অফিস সূত্রে জানা গেছে, বিভিন্ন জেলায় কর্মসূচি পালিত হবে এবং সাধারণ মানুষের সুবিধার্থে নানা উদ্যোগ নেওয়া হচ্ছে। সংশ্লিষ্ট কর্মকর্তারা জানান, প্রতিটি এলাকায় নিয়মিত তদারকি অব্যাহত থাকবে এবং প্রয়োজনীয় ব্যবস্থা গ্রহণ করা হবে। বাংলাদেশ সরকারের প্রধান উপদেষ্টা অধ্যাপক মুহাম্মদ ইউনূসের সঙ্গে সাক্ষাৎ করেছেন। প্রতিনিধি দলটি বাংলাদেশের জন্য নবায়নযোগ্য জ্বালানি খাতে বড় বিনিয়োগের সম্ভাবনা নিয়ে আলোচনা করেন। রমজান মাসে বাজার স্থিতিশীল রাখতে সংশ্লিষ্ট সকলকে সহযোগিতার আহ্বান জানানো হয়েছে। ঢাকা অফিস সূত্রে জানা গেছে, বিভিন্ন জেলায় কর্মসূচি পালিত হবে এবং সাধারণ মানুষের সুবিধার্থে নানা উদ্যোগ নেওয়া হচ্ছে। সংশ্লিষ্ট কর্মকর্তারা জানান, প্রতিটি এলাকায় নিয়মিত তদারকি অব্যাহত থাকবে এবং প্রয়োজনীয় ব্যবস্থা গ্রহণ করা হবে। বাংলাদেশ সরকারের প্রধান উপদেষ্টা অধ্যাপক মুহাম্মদ ইউনূসের সঙ্গে সাক্ষাৎ করেছেন। প্রতিনিধি দলটি বাংলাদেশের জন্য নবায়নযোগ্য জ্বালানি খাতে বড় বিনিয়োগের সম্ভাবনা নিয়ে আলোচনা করেন। রমজান মাসে বাজার স্থিতিশীল রাখতে সংশ্লিষ্ট সকলকে সহযোগিতার আহ্বান জানানো হয়েছে। ঢাকা অফিস সূত্রে জানা গেছে, বিভিন্ন জেলায় কর্মসূচি পালিত হবে এবং সাধারণ মানুষের সুবিধার্থে নানা উদ্যোগ নেওয়া হচ্ছে। সংশ্লিষ্ট কর্মকর্তারা জানান, প্রতিটি এলাকায় নিয়মিত তদারকি অব্যাহত থাকবে এবং প্রয়োজনীয় ব্যবস্থা গ্রহণ করা হবে। বাংলাদেশ সরকারের প্রধান উপদেষ্টা অধ্যাপক মুহাম্মদ ইউনূসের সঙ্গে সাক্ষাৎ করেছেন। প্রতিনিধি দলটি বাংলাদেশের জন্য নবায়নযোগ্য জ্বালানি খাতে বড় বিনিয়োগের সম্ভাবনা নিয়ে আলোচনা করেন। রমজান মাসে বাজার স্থিতিশীল রাখতে সংশ্লিষ্ট সকলকে সহযোগিতার আহ্বান জানানো হয়েছে। ঢাকা অফিস সূত্রে জানা গেছে, বিভিন্ন জেলায় কর্মসূচি পালিত হবে এবং সাধারণ মানুষের সুবিধার্থে নানা উদ্যোগ নেওয়া হচ্ছে। সংশ্লিষ্ট কর্মকর্তারা জানান, প্রতিটি এলাকায় নিয়মিত তদারকি অব্যাহত থাকবে এবং প্রয়োজনীয় ব্যবস্থা গ্রহণ করা হবে। বাংলাদেশ সরকারের প্রধান উপদেষ্টা অধ্যাপক মুহাম্মদ ইউনূসের সঙ্গে সাক্ষাৎ করেছেন। প্রতিনিধি দলটি বাংলাদেশের জন্য নবায়নযোগ্য জ্বালানি খাতে বড় বিনিয়োগের সম্ভাবনা নিয়ে আলোচনা করেন। রমজান মাসে বাজার স্থিতিশীল রাখতে সংশ্লিষ্ট সকলকে সহযোগিতার আহ্বান জানানো হয়েছে। ঢাকা অফিস সূত্রে জানা গেছে, বিভিন্ন জেলায় কর্মসূচি পালিত হবে এবং সাধারণ মানুষের সুবিধার্থে নানা উদ্যোগ নেওয়া হচ্ছে। সংশ্লিষ্ট কর্মকর্তারা জানান, প্রতিটি এলাকায় নিয়মিত তদারকি অব্যাহত থাকবে এবং প্রয়োজনীয় ব্যবস্থা গ্রহণ করা হবে। বাংলাদেশ সরকারের প্রধান উপদেষ্টা অধ্যাপক মুহাম্মদ ইউনূসের সঙ্গে সাক্ষাৎ করেছেন। প্রতিনিধি দলটি বাংলাদেশের জন্য নবায়নযোগ্য জ্বালানি খাতে বড় বিনিয়োগের সম্ভাবনা নিয়ে আলোচনা করেন। রমজান মাসে বাজার স্থিতিশীল রাখতে সংশ্লিষ্ট সকলকে সহযোগিতার আহ্বান জানানো হয়েছে। ঢাকা অফিস সূত্রে জানা গেছে, বিভিন্ন জেলায় কর্মসূচি পালিত হবে এবং সাধারণ মানুষের সুবিধার্থে নানা উদ্যোগ নেওয়া হচ্ছে। সংশ্লিষ্ট কর্মকর্তারা জানান, প্রতিটি এলাকায় নিয়মিত তদারকি অব্যাহত থাকবে এবং প্রয়োজনীয় ব্যবস্থা গ্রহণ করা হবে। (10, 814, 160, 1143)
continuation-note: (প্রথম পাতার পর) (192, 1979, 227, 1986)
continuation-note: (প্রথম পাতার পর) (313, 1603, 348, 1609)
continuation-note: (প্রথম পাতার পর) (67, 2223, 103, 2229)
continuation-note: (প্রথম পাতার পর) (192, 750, 227, 757)
byline: স্টাফ রিপোর্টার, ঢাকা অফিস : (16, 1173, 83, 1181)
masthead-rule (10, 92, 680, 93)
divider (10, 799, 160, 800)
continuation-note: (প্রথম পাতার পর) (575, 1052, 610, 1059)
article-text: বাংলাদেশ সরকারের প্রধান উপদেষ্টা অধ্যাপক মুহাম্মদ ইউনূসের সঙ্গে সাক্ষাৎ করেছেন। প্রতিনিধি দলটি বাংলাদেশের জন্য নবায়নযোগ্য জ্বালানি খাতে বড় বিনিয়োগের সম্ভাবনা নিয়ে আলোচনা করেন। রমজান মাসে বাজার স্থিতিশীল রাখতে সংশ্লিষ্ট সকলকে সহযোগিতার আহ্বান জানানো হয়েছে। ঢাকা অফিস সূত্রে জানা গেছে, বিভিন্ন জেলায় কর্মসূচি পালিত হবে এবং সাধারণ মানুষের সুবিধার্থে নানা উদ্যোগ নেওয়া হচ্ছে। সংশ্লিষ্ট কর্মকর্তারা জানান, প্রতিটি এলাকায় নিয়মিত তদারকি অব্যাহত থাকবে এবং প্রয়োজনীয় ব্যবস্থা গ্রহণ করা হবে। বাংলাদেশ সরকারের প্রধান উপদেষ্টা অধ্যাপক মুহাম্মদ ইউনূসের সঙ্গে সাক্ষাৎ করেছেন। প্রতিনিধি দলটি বাংলাদেশের জন্য নবায়নযোগ্য জ্বালানি খাতে বড় বিনিয়োগের সম্ভাবনা নিয়ে আলোচনা করেন। রমজান মাসে বাজার স্থিতিশীল রাখতে সংশ্লিষ্ট সকলকে সহযোগিতার আহ্বান জানানো হয়েছে। ঢাকা অফিস সূত্রে জানা গেছে, বিভিন্ন জেলায় কর্মসূচি পালিত হবে এবং সাধারণ মানুষের সুবিধার্থে নানা উদ্যোগ নেওয়া হচ্ছে। সংশ্লিষ্ট কর্মকর্তারা জানান, প্রতিটি এলাকায় নিয়মিত তদারকি অব্যাহত থাকবে এবং প্রয়োজনীয় ব্যবস্থা গ্রহণ করা হবে। বাংলাদেশ সরকারের প্রধান উপদেষ্টা অধ্যাপক মুহাম্মদ ইউনূসের সঙ্গে সাক্ষাৎ করেছেন। প্রতিনিধি দলটি বাংলাদেশের জন্য নবায়নযোগ্য জ্বালানি খাতে বড় বিনিয়োগের সম্ভাবনা নিয়ে আলোচনা করেন। রমজান মাসে বাজার স্থিতিশীল রাখতে সংশ্লিষ্ট সকলকে সহযোগিতার আহ্বান জানানো হয়েছে। ঢাকা অফিস সূত্রে জানা গেছে, বিভিন্ন জেলায় কর্মসূচি পালিত হবে এবং সাধারণ মানুষের সুবিধার্থে নানা উদ্যোগ নেওয়া হচ্ছে। সংশ্লিষ্ট কর্মকর্তারা জানান, প্রতিটি এলাকায় নিয়মিত তদারকি অব্যাহত থাকবে এবং প্রয়োজনীয় ব্যবস্থা গ্রহণ করা হবে। বাংলাদেশ সরকারের প্রধান উপদেষ্টা অধ্যাপক মুহাম্মদ ইউনূসের সঙ্গে সাক্ষাৎ করেছেন। প্রতিনিধি দলটি বাংলাদেশের জন্য নবায়নযোগ্য জ্বালানি খাতে বড় বিনিয়োগের সম্ভাবনা নিয়ে আলোচনা করেন। রমজান মাসে বাজার স্থিতিশীল রাখতে সংশ্লিষ্ট সকলকে সহযোগিতার আহ্বান জানানো হয়েছে। ঢাকা অফিস সূত্রে জানা গেছে, বিভিন্ন জেলায় কর্মসূচি পালিত হবে এবং সাধারণ মানুষের সুবিধার্থে নানা উদ্যোগ নেওয়া হচ্ছে। সংশ্লিষ্ট কর্মকর্তারা জানান, প্রতিটি এলাকায় নিয়মিত তদারকি অব্যাহত থাকবে এবং প্রয়োজনীয় ব্যবস্থা গ্রহণ করা হবে। বাংলাদেশ সরকারের প্রধান উপদেষ্টা অধ্যাপক মুহাম্মদ ইউনূসের সঙ্গে সাক্ষাৎ করেছেন। প্রতিনিধি দলটি বাংলাদেশের জন্য নবায়নযোগ্য জ্বালানি খাতে বড় বিনিয়োগের সম্ভাবনা নিয়ে আলোচনা করেন। রমজান মাসে বাজার স্থিতিশীল রাখতে সংশ্লিষ্ট সকলকে সহযোগিতার আহ্বান জানানো হয়েছে। ঢাকা অফিস সূত্রে জানা গেছে, বিভিন্ন জেলায় কর্মসূচি পালিত হবে এবং সাধারণ মানুষের সুবিধার্থে নানা উদ্যোগ নেওয়া হচ্ছে। সংশ্লিষ্ট কর্মকর্তারা জানান, প্রতিটি এলাকায় নিয়মিত তদারকি অব্যাহত থাকবে এবং প্রয়োজনীয় ব্যবস্থা গ্রহণ করা হবে। বাংলাদেশ সরকারের প্রধান উপদেষ্টা অধ্যাপক মুহাম্মদ ইউনূসের সঙ্গে সাক্ষাৎ করেছেন। প্রতিনিধি দলটি বাংলাদেশের জন্য নবায়নযোগ্য জ্বালানি খাতে বড় বিনিয়োগের সম্ভাবনা নিয়ে আলোচনা করেন। রমজান মাসে বাজার স্থিতিশীল রাখতে সংশ্লিষ্ট সকলকে সহযোগিতার আহ্বান জানানো হয়েছে। ঢাকা অফিস সূত্রে জানা গেছে, বিভিন্ন জেলায় কর্মসূচি পালিত হবে এবং সাধারণ মানুষের সুবিধার্থে নানা উদ্যোগ নেওয়া হচ্ছে। সংশ্লিষ্ট কর্মকর্তারা জানান, প্রতিটি এলাকায় নিয়মিত তদারকি অব্যাহত থাকবে এবং প্রয়োজনীয় ব্যবস্থা গ্রহণ করা হবে। (505, 1060, 680, 1348)
article-text: বাংলাদেশ সরকারের প্রধান উপদেষ্টা অধ্যাপক মুহাম্মদ ইউনূসের সঙ্গে সাক্ষাৎ করেছেন। প্রতিনিধি দলটি বাংলাদেশের জন্য নবায়নযোগ্য জ্বালানি খাতে বড় বিনিয়োগের সম্ভাবনা নিয়ে আলোচনা করেন। রমজান মাসে বাজার স্থিতিশীল রাখতে সংশ্লিষ্ট সকলকে সহযোগিতার আহ্বান জানানো হয়েছে। ঢাকা অফিস সূত্রে জানা গেছে, বিভিন্ন জেলায় কর্মসূচি পালিত হবে এবং সাধারণ মানুষের সুবিধার্থে নানা উদ্যোগ নেওয়া হচ্ছে। সংশ্লিষ্ট কর্মকর্তারা জানান, প্রতিটি এলাকায় নিয়মিত তদারকি অব্যাহত থাকবে এবং প্রয়োজনীয় ব্যবস্থা গ্রহণ করা হবে। বাংলাদেশ সরকারের প্রধান উপদেষ্টা অধ্যাপক মুহাম্মদ ইউনূসের সঙ্গে সাক্ষাৎ করেছেন। প্রতিনিধি দলটি বাংলাদেশের জন্য নবায়নযোগ্য জ্বালানি খাতে বড় বিনিয়োগের সম্ভাবনা নিয়ে আলোচনা করেন। রমজান মাসে বাজার স্থিতিশীল রাখতে সংশ্লিষ্ট সকলকে সহযোগিতার আহ্বান জানানো হয়েছে। ঢাকা অফিস সূত্রে জানা গেছে, বিভিন্ন জেলায় কর্মসূচি পালিত হবে এবং সাধারণ মানুষের সুবিধার্থে নানা উদ্যোগ নেওয়া হচ্ছে। সংশ্লিষ্ট কর্মকর্তারা জানান, প্রতিটি এলাকায় নিয়মিত তদারকি অব্যাহত থাকবে এবং প্রয়োজনীয় ব্যবস্থা গ্রহণ করা হবে। বাংলাদেশ সরকারের প্রধান উপদেষ্টা অধ্যাপক মুহাম্মদ ইউনূসের সঙ্গে সাক্ষাৎ করেছেন। প্রতিনিধি দলটি বাংলাদেশের জন্য নবায়নযোগ্য জ্বালানি খাতে বড় বিনিয়োগের সম্ভাবনা নিয়ে আলোচনা করেন। রমজান মাসে বাজার স্থিতিশীল রাখতে সংশ্লিষ্ট সকলকে সহযোগিতার আহ্বান জানানো হয়েছে। ঢাকা অফিস সূত্রে জানা গেছে, বিভিন্ন জেলায় কর্মসূচি পালিত হবে এবং সাধারণ মানুষের সুবিধার্থে নানা উদ্যোগ নেওয়া হচ্ছে। সংশ্লিষ্ট কর্মকর্তারা জানান, প্রতিটি এলাকায় নিয়মিত তদারকি অব্যাহত থাকবে এবং প্রয়োজনীয় ব্যবস্থা গ্রহণ করা হবে। বাংলাদেশ সরকারের প্রধান উপদেষ্টা অধ্যাপক মুহাম্মদ ইউনূসের সঙ্গে সাক্ষাৎ করেছেন। প্রতিনিধি দলটি বাংলাদেশের জন্য নবায়নযোগ্য জ্বালানি খাতে বড় বিনিয়োগের সম্ভাবনা নিয়ে আলোচনা করেন। রমজান মাসে বাজার স্থিতিশীল রাখতে সংশ্লিষ্ট সকলকে সহযোগিতার আহ্বান জানানো হয়েছে। ঢাকা অফিস সূত্রে জানা গেছে, বিভিন্ন জেলায় কর্মসূচি পালিত হবে এবং সাধারণ মানুষের সুবিধার্থে নানা উদ্যোগ নেওয়া হচ্ছে। সংশ্লিষ্ট কর্মকর্তারা জানান, প্রতিটি এলাকায় নিয়মিত তদারকি অব্যাহত থাকবে এবং প্রয়োজনীয় ব্যবস্থা গ্রহণ করা হবে। বাংলাদেশ সরকারের প্রধান উপদেষ্টা অধ্যাপক মুহাম্মদ ইউনূসের সঙ্গে সাক্ষাৎ করেছেন। প্রতিনিধি দলটি বাংলাদেশের জন্য নবায়নযোগ্য জ্বালানি খাতে বড় বিনিয়োগের সম্ভাবনা নিয়ে আলোচনা করেন। রমজান মাসে বাজার স্থিতিশীল রাখতে সংশ্লিষ্ট সকলকে সহযোগিতার আহ্বান জানানো হয়েছে। ঢাকা অফিস সূত্রে জানা গেছে, বিভিন্ন জেলায় কর্মসূচি পালিত হবে এবং সাধারণ মানুষের সুবিধার্থে নানা উদ্যোগ নেওয়া হচ্ছে। সংশ্লিষ্ট কর্মকর্তারা জানান, প্রতিটি এলাকায় নিয়মিত তদারকি অব্যাহত থাকবে এবং প্রয়োজনীয় ব্যবস্থা গ্রহণ করা হবে। বাংলাদেশ সরকারের প্রধান উপদেষ্টা অধ্যাপক মুহাম্মদ ইউনূসের সঙ্গে সাক্ষাৎ করেছেন। প্রতিনিধি দলটি বাংলাদেশের জন্য নবায়নযোগ্য জ্বালানি খাতে বড় বিনিয়োগের সম্ভাবনা নিয়ে আলোচনা করেন। রমজান মাসে বাজার স্থিতিশীল রাখতে সংশ্লিষ্ট সকলকে সহযোগিতার আহ্বান জানানো হয়েছে। ঢাকা অফিস সূত্রে জানা গেছে, বিভিন্ন জেলায় কর্মসূচি পালিত হবে এবং সাধারণ মানুষের সুবিধার্থে নানা উদ্যোগ নেওয়া হচ্ছে। সংশ্লিষ্ট কর্মকর্তারা জানান, প্রতিটি এলাকায় নিয়মিত তদারকি অব্যাহত থাকবে এবং প্রয়োজনীয় ব্যবস্থা গ্রহণ করা হবে। (10, 1520, 160, 1850)
divider (259, 1588, 402, 1589)
headline: ভোটার ১২ কোটি ৩৭ লাখ (289, 1591, 372, 1600)
divider (10, 1505, 160, 1506)
divider (166, 1350, 253, 1351)
headline: তত্ত্বাবধায়ক সরকার ব্যবস্থা নিয়ে (541, 728, 643, 737)
headline: কলমের খোঁচায় চুরি বন্ধ করুন : ধর্ম উপদেষ্টা (20, 1149, 150, 1172)
article-text: বাংলাদেশ সরকারের প্রধান উপদেষ্টা অধ্যাপক মুহাম্মদ ইউনূসের সঙ্গে সাক্ষাৎ করেছেন। প্রতিনিধি দলটি বাংলাদেশের জন্য নবায়নযোগ্য জ্বালানি খাতে বড় বিনিয়োগের সম্ভাবনা নিয়ে আলোচনা করেন। রমজান মাসে বাজার স্থিতিশীল রাখতে সংশ্লিষ্ট সকলকে সহযোগিতার আহ্বান জানানো হয়েছে। ঢাকা অফিস সূত্রে জানা গেছে, বিভিন্ন জেলায় কর্মসূচি পালিত হবে এবং সাধারণ মানুষের সুবিধার্থে নানা উদ্যোগ নেওয়া হচ্ছে। সংশ্লিষ্ট কর্মকর্তারা জানান, প্রতিটি এলাকায় নিয়মিত তদারকি অব্যাহত থাকবে এবং প্রয়োজনীয় ব্যবস্থা গ্রহণ করা হবে। বাংলাদেশ সরকারের প্রধান উপদেষ্টা অধ্যাপক মুহাম্মদ ইউনূসের সঙ্গে সাক্ষাৎ করেছেন। প্রতিনিধি দলটি বাংলাদেশের জন্য নবায়নযোগ্য জ্বালানি খাতে বড় বিনিয়োগের সম্ভাবনা নিয়ে আলোচনা করেন। রমজান মাসে বাজার স্থিতিশীল রাখতে সংশ্লিষ্ট সকলকে সহযোগিতার আহ্বান জানানো হয়েছে। ঢাকা অফিস সূত্রে জানা গেছে, বিভিন্ন জেলায় কর্মসূচি পালিত হবে এবং সাধারণ মানুষের সুবিধার্থে নানা উদ্যোগ নেওয়া হচ্ছে। সংশ্লিষ্ট কর্মকর্তারা জানান, প্রতিটি এলাকায় নিয়মিত তদারকি অব্যাহত থাকবে এবং প্রয়োজনীয় ব্যবস্থা গ্রহণ করা হবে। বাংলাদেশ সরকারের প্রধান উপদেষ্টা অধ্যাপক মুহাম্মদ ইউনূসের সঙ্গে সাক্ষাৎ করেছেন। প্রতিনিধি দলটি বাংলাদেশের জন্য নবায়নযোগ্য জ্বালানি খাতে বড় বিনিয়োগের সম্ভাবনা নিয়ে আলোচনা করেন। রমজান মাসে বাজার স্থিতিশীল রাখতে সংশ্লিষ্ট সকলকে সহযোগিতার আহ্বান জানানো হয়েছে। ঢাকা অফিস সূত্রে জানা গেছে, বিভিন্ন জেলায় কর্মসূচি পালিত হবে এবং সাধারণ মানুষের সুবিধার্থে নানা উদ্যোগ নেওয়া হচ্ছে। সংশ্লিষ্ট কর্মকর্তারা জানান, প্রতিটি এলাকায় নিয়মিত তদারকি অব্যাহত থাকবে এবং প্রয়োজনীয় ব্যবস্থা গ্রহণ করা হবে। বাংলাদেশ সরকারের প্রধান উপদেষ্টা অধ্যাপক মুহাম্মদ ইউনূসের সঙ্গে সাক্ষাৎ করেছেন। প্রতিনিধি দলটি বাংলাদেশের জন্য নবায়নযোগ্য জ্বালানি খাতে বড় বিনিয়োগের সম্ভাবনা নিয়ে আলোচনা করেন। রমজান মাসে বাজার স্থিতিশীল রাখতে সংশ্লিষ্ট সকলকে সহযোগিতার আহ্বান জানানো হয়েছে। ঢাকা অফিস সূত্রে জানা গেছে, বিভিন্ন জেলায় কর্মসূচি পালিত হবে এবং সাধারণ মানুষের সুবিধার্থে নানা উদ্যোগ নেওয়া হচ্ছে। সংশ্লিষ্ট কর্মকর্তারা জানান, প্রতিটি এলাকায় নিয়মিত তদারকি অব্যাহত থাকবে এবং প্রয়োজনীয় ব্যবস্থা গ্রহণ করা হবে। বাংলাদেশ সরকারের প্রধান উপদেষ্টা অধ্যাপক মুহাম্মদ ইউনূসের সঙ্গে সাক্ষাৎ করেছেন। প্রতিনিধি দলটি বাংলাদেশের জন্য নবায়নযোগ্য জ্বালানি খাতে বড় বিনিয়োগের সম্ভাবনা নিয়ে আলোচনা করেন। রমজান মাসে বাজার স্থিতিশীল রাখতে সংশ্লিষ্ট সকলকে সহযোগিতার আহ্বান জানানো হয়েছে। ঢাকা অফিস সূত্রে জানা গেছে, বিভিন্ন জেলায় কর্মসূচি পালিত হবে এবং সাধারণ মানুষের সুবিধার্থে নানা উদ্যোগ নেওয়া হচ্ছে। সংশ্লিষ্ট কর্মকর্তারা জানান, প্রতিটি এলাকায় নিয়মিত তদারকি অব্যাহত থাকবে এবং প্রয়োজনীয় ব্যবস্থা গ্রহণ করা হবে। বাংলাদেশ সরকারের প্রধান উপদেষ্টা অধ্যাপক মুহাম্মদ ইউনূসের সঙ্গে সাক্ষাৎ করেছেন। প্রতিনিধি দলটি বাংলাদেশের জন্য নবায়নযোগ্য জ্বালানি খাতে বড় বিনিয়োগের সম্ভাবনা নিয়ে আলোচনা করেন। রমজান মাসে বাজার স্থিতিশীল রাখতে সংশ্লিষ্ট সকলকে সহযোগিতার আহ্বান জানানো হয়েছে। ঢাকা অফিস সূত্রে জানা গেছে, বিভিন্ন জেলায় কর্মসূচি পালিত হবে এবং সাধারণ মানুষের সুবিধার্থে নানা উদ্যোগ নেওয়া হচ্ছে। সংশ্লিষ্ট কর্মকর্তারা জানান, প্রতিটি এলাকায় নিয়মিত তদারকি অব্যাহত থাকবে এবং প্রয়োজনীয় ব্যবস্থা গ্রহণ করা হবে। (10, 466, 160, 796)
article-text: বাংলাদেশ সরকারের প্রধান উপদেষ্টা অধ্যাপক মুহাম্মদ ইউনূসের সঙ্গে সাক্ষাৎ করেছেন। প্রতিনিধি দলটি বাংলাদেশের জন্য নবায়নযোগ্য জ্বালানি খাতে বড় বিনিয়োগের সম্ভাবনা নিয়ে আলোচনা করেন। রমজান মাসে বাজার স্থিতিশীল রাখতে সংশ্লিষ্ট সকলকে সহযোগিতার আহ্বান জানানো হয়েছে। ঢাকা অফিস সূত্রে জানা গেছে, বিভিন্ন জেলায় কর্মসূচি পালিত হবে এবং সাধারণ মানুষের সুবিধার্থে নানা উদ্যোগ নেওয়া হচ্ছে। সংশ্লিষ্ট কর্মকর্তারা জানান, প্রতিটি এলাকায় নিয়মিত তদারকি অব্যাহত থাকবে এবং প্রয়োজনীয় ব্যবস্থা গ্রহণ করা হবে। বাংলাদেশ সরকারের প্রধান উপদেষ্টা অধ্যাপক মুহাম্মদ ইউনূসের সঙ্গে সাক্ষাৎ করেছেন। প্রতিনিধি দলটি বাংলাদেশের জন্য নবায়নযোগ্য জ্বালানি খাতে বড় বিনিয়োগের সম্ভাবনা নিয়ে আলোচনা করেন। রমজান মাসে বাজার স্থিতিশীল রাখতে সংশ্লিষ্ট সকলকে সহযোগিতার আহ্বান জানানো হয়েছে। ঢাকা অফিস সূত্রে জানা গেছে, বিভিন্ন জেলায় কর্মসূচি পালিত হবে এবং সাধারণ মানুষের সুবিধার্থে নানা উদ্যোগ নেওয়া হচ্ছে। সংশ্লিষ্ট কর্মকর্তারা জানান, প্রতিটি এলাকায় নিয়মিত তদারকি অব্যাহত থাকবে এবং প্রয়োজনীয় ব্যবস্থা গ্রহণ করা হবে। বাংলাদেশ সরকারের প্রধান উপদেষ্টা অধ্যাপক মুহাম্মদ ইউনূসের সঙ্গে সাক্ষাৎ করেছেন। প্রতিনিধি দলটি বাংলাদেশের জন্য নবায়নযোগ্য জ্বালানি খাতে বড় বিনিয়োগের সম্ভাবনা নিয়ে আলোচনা করেন। রমজান মাসে বাজার স্থিতিশীল রাখতে সংশ্লিষ্ট সকলকে সহযোগিতার আহ্বান জানানো হয়েছে। ঢাকা অফিস সূত্রে জানা গেছে, বিভিন্ন জেলায় কর্মসূচি পালিত হবে এবং সাধারণ মানুষের সুবিধার্থে নানা উদ্যোগ নেওয়া হচ্ছে। সংশ্লিষ্ট কর্মকর্তারা জানান, প্রতিটি এলাকায় নিয়মিত তদারকি অব্যাহত থাকবে এবং প্রয়োজনীয় ব্যবস্থা গ্রহণ করা হবে। বাংলাদেশ সরকারের প্রধান উপদেষ্টা অধ্যাপক মুহাম্মদ ইউনূসের সঙ্গে সাক্ষাৎ করেছেন। প্রতিনিধি দলটি বাংলাদেশের জন্য নবায়নযোগ্য জ্বালানি খাতে বড় বিনিয়োগের সম্ভাবনা নিয়ে আলোচনা করেন। রমজান মাসে বাজার স্থিতিশীল রাখতে সংশ্লিষ্ট সকলকে সহযোগিতার আহ্বান জানানো হয়েছে। ঢাকা অফিস সূত্রে জানা গেছে, বিভিন্ন জেলায় কর্মসূচি পালিত হবে এবং সাধারণ মানুষের সুবিধার্থে নানা উদ্যোগ নেওয়া হচ্ছে। সংশ্লিষ্ট কর্মকর্তারা জানান, প্রতিটি এলাকায় নিয়মিত তদারকি অব্যাহত থাকবে এবং প্রয়োজনীয় ব্যবস্থা গ্রহণ করা হবে। বাংলাদেশ সরকারের প্রধান উপদেষ্টা অধ্যাপক মুহাম্মদ ইউনূসের সঙ্গে সাক্ষাৎ করেছেন। প্রতিনিধি দলটি বাংলাদেশের জন্য নবায়নযোগ্য জ্বালানি খাতে বড় বিনিয়োগের সম্ভাবনা নিয়ে আলোচনা করেন। রমজান মাসে বাজার স্থিতিশীল রাখতে সংশ্লিষ্ট সকলকে সহযোগিতার আহ্বান জানানো হয়েছে। ঢাকা অফিস সূত্রে জানা গেছে, বিভিন্ন জেলায় কর্মসূচি পালিত হবে এবং সাধারণ মানুষের সুবিধার্থে নানা উদ্যোগ নেওয়া হচ্ছে। সংশ্লিষ্ট কর্মকর্তারা জানান, প্রতিটি এলাকায় নিয়মিত তদারকি অব্যাহত থাকবে এবং প্রয়োজনীয় ব্যবস্থা গ্রহণ করা হবে। বাংলাদেশ সরকারের প্রধান উপদেষ্টা অধ্যাপক মুহাম্মদ ইউনূসের সঙ্গে সাক্ষাৎ করেছেন। প্রতিনিধি দলটি বাংলাদেশের জন্য নবায়নযোগ্য জ্বালানি খাতে বড় বিনিয়োগের সম্ভাবনা নিয়ে আলোচনা করেন। রমজান মাসে বাজার স্থিতিশীল রাখতে সংশ্লিষ্ট সকলকে সহযোগিতার আহ্বান জানানো হয়েছে। ঢাকা অফিস সূত্রে জানা গেছে, বিভিন্ন জেলায় কর্মসূচি পালিত হবে এবং সাধারণ মানুষের সুবিধার্থে নানা উদ্যোগ নেওয়া হচ্ছে। সংশ্লিষ্ট কর্মকর্তারা জানান, প্রতিটি এলাকায় নিয়মিত তদারকি অব্যাহত থাকবে এবং প্রয়োজনীয় ব্যবস্থা গ্রহণ করা হবে। (10, 1875, 160, 2205)
headline: এনসিপির ২১৭ সদস্যের (294, 1222, 367, 1231)
headline: বাংলাদেশ নবায়নযোগ্য জ্বালানি ও কার্বন মার্কেটে বড় বিনিয়োগ আকৃষ্ট করতে পারে (10, 101, 160, 123)
continuation-note: (প্রথম পাতার পর) (192, 1365, 227, 1371)
article-text: বাংলাদেশ সরকারের প্রধান উপদেষ্টা অধ্যাপক মুহাম্মদ ইউনূসের সঙ্গে সাক্ষাৎ করেছেন। প্রতিনিধি দলটি বাংলাদেশের জন্য নবায়নযোগ্য জ্বালানি খাতে বড় বিনিয়োগের সম্ভাবনা নিয়ে আলোচনা করেন। রমজান মাসে বাজার স্থিতিশীল রাখতে সংশ্লিষ্ট সকলকে সহযোগিতার আহ্বান জানানো হয়েছে। ঢাকা অফিস সূত্রে জানা গেছে, বিভিন্ন জেলায় কর্মসূচি পালিত হবে এবং সাধারণ মানুষের সুবিধার্থে নানা উদ্যোগ নেওয়া হচ্ছে। সংশ্লিষ্ট কর্মকর্তারা জানান, প্রতিটি এলাকায় নিয়মিত তদারকি অব্যাহত থাকবে এবং প্রয়োজনীয় ব্যবস্থা গ্রহণ করা হবে। বাংলাদেশ সরকারের প্রধান উপদেষ্টা অধ্যাপক মুহাম্মদ ইউনূসের সঙ্গে সাক্ষাৎ করেছেন। প্রতিনিধি দলটি বাংলাদেশের জন্য নবায়নযোগ্য জ্বালানি খাতে বড় বিনিয়োগের সম্ভাবনা নিয়ে আলোচনা করেন। রমজান মাসে বাজার স্থিতিশীল রাখতে সংশ্লিষ্ট সকলকে সহযোগিতার আহ্বান জানানো হয়েছে। ঢাকা অফিস সূত্রে জানা গেছে, বিভিন্ন জেলায় কর্মসূচি পালিত হবে এবং সাধারণ মানুষের সুবিধার্থে নানা উদ্যোগ নেওয়া হচ্ছে। সংশ্লিষ্ট কর্মকর্তারা জানান, প্রতিটি এলাকায় নিয়মিত তদারকি অব্যাহত থাকবে এবং প্রয়োজনীয় ব্যবস্থা গ্রহণ করা হবে। বাংলাদেশ সরকারের প্রধান উপদেষ্টা অধ্যাপক মুহাম্মদ ইউনূসের সঙ্গে সাক্ষাৎ করেছেন। প্রতিনিধি দলটি বাংলাদেশের জন্য নবায়নযোগ্য জ্বালানি খাতে বড় বিনিয়োগের সম্ভাবনা নিয়ে আলোচনা করেন। রমজান মাসে বাজার স্থিতিশীল রাখতে সংশ্লিষ্ট সকলকে সহযোগিতার আহ্বান জানানো হয়েছে। ঢাকা অফিস সূত্রে জানা গেছে, বিভিন্ন জেলায় কর্মসূচি পালিত হবে এবং সাধারণ মানুষের সুবিধার্থে নানা উদ্যোগ নেওয়া হচ্ছে। সংশ্লিষ্ট কর্মকর্তারা জানান, প্রতিটি এলাকায় নিয়মিত তদারকি অব্যাহত থাকবে এবং প্রয়োজনীয় ব্যবস্থা গ্রহণ করা হবে। বাংলাদেশ সরকারের প্রধান উপদেষ্টা অধ্যাপক মুহাম্মদ ইউনূসের সঙ্গে সাক্ষাৎ করেছেন। প্রতিনিধি দলটি বাংলাদেশের জন্য নবায়নযোগ্য জ্বালানি খাতে বড় বিনিয়োগের সম্ভাবনা নিয়ে আলোচনা করেন। রমজান মাসে বাজার স্থিতিশীল রাখতে সংশ্লিষ্ট সকলকে সহযোগিতার আহ্বান জানানো হয়েছে। ঢাকা অফিস সূত্রে জানা গেছে, বিভিন্ন জেলায় কর্মসূচি পালিত হবে এবং সাধারণ মানুষের সুবিধার্থে নানা উদ্যোগ নেওয়া হচ্ছে। সংশ্লিষ্ট কর্মকর্তারা জানান, প্রতিটি এলাকায় নিয়মিত তদারকি অব্যাহত থাকবে এবং প্রয়োজনীয় ব্যবস্থা গ্রহণ করা হবে। বাংলাদেশ সরকারের প্রধান উপদেষ্টা অধ্যাপক মুহাম্মদ ইউনূসের সঙ্গে সাক্ষাৎ করেছেন। প্রতিনিধি দলটি বাংলাদেশের জন্য নবায়নযোগ্য জ্বালানি খাতে বড় বিনিয়োগের সম্ভাবনা নিয়ে আলোচনা করেন। রমজান মাসে বাজার স্থিতিশীল রাখতে সংশ্লিষ্ট সকলকে সহযোগিতার আহ্বান জানানো হয়েছে। ঢাকা অফিস সূত্রে জানা গেছে, বিভিন্ন জেলায় কর্মসূচি পালিত হবে এবং সাধারণ মানুষের সুবিধার্থে নানা উদ্যোগ নেওয়া হচ্ছে। সংশ্লিষ্ট কর্মকর্তারা জানান, প্রতিটি এলাকায় নিয়মিত তদারকি অব্যাহত থাকবে এবং প্রয়োজনীয় ব্যবস্থা গ্রহণ করা হবে। বাংলাদেশ সরকারের প্রধান উপদেষ্টা অধ্যাপক মুহাম্মদ ইউনূসের সঙ্গে সাক্ষাৎ করেছেন। প্রতিনিধি দলটি বাংলাদেশের জন্য নবায়নযোগ্য জ্বালানি খাতে বড় বিনিয়োগের সম্ভাবনা নিয়ে আলোচনা করেন। রমজান মাসে বাজার স্থিতিশীল রাখতে সংশ্লিষ্ট সকলকে সহযোগিতার আহ্বান জানানো হয়েছে। ঢাকা অফিস সূত্রে জানা গেছে, বিভিন্ন জেলায় কর্মসূচি পালিত হবে এবং সাধারণ মানুষের সুবিধার্থে নানা উদ্যোগ নেওয়া হচ্ছে। সংশ্লিষ্ট কর্মকর্তারা জানান, প্রতিটি এলাকায় নিয়মিত তদারকি অব্যাহত থাকবে এবং প্রয়োজনীয় ব্যবস্থা গ্রহণ করা হবে। (166, 1987, 253, 2576)
headline: রেকর্ড রেমিট্যান্স ফেব্রুয়ারিতে (285, 852, 375, 862)
byline: স্টাফ রিপোর্টার, ঢাকা অফিস : (265, 125, 339, 131)
article-text: বাংলাদেশ সরকারের প্রধান উপদেষ্টা অধ্যাপক মুহাম্মদ ইউনূসের সঙ্গে সাক্ষাৎ করেছেন। প্রতিনিধি দলটি বাংলাদেশের জন্য নবায়নযোগ্য জ্বালানি খাতে বড় বিনিয়োগের সম্ভাবনা নিয়ে আলোচনা করেন। রমজান মাসে বাজার স্থিতিশীল রাখতে সংশ্লিষ্ট সকলকে সহযোগিতার আহ্বান জানানো হয়েছে। ঢাকা অফিস সূত্রে জানা গেছে, বিভিন্ন জেলায় কর্মসূচি পালিত হবে এবং সাধারণ মানুষের সুবিধার্থে নানা উদ্যোগ নেওয়া হচ্ছে। সংশ্লিষ্ট কর্মকর্তারা জানান, প্রতিটি এলাকায় নিয়মিত তদারকি অব্যাহত থাকবে এবং প্রয়োজনীয় ব্যবস্থা গ্রহণ করা হবে। বাংলাদেশ সরকারের প্রধান উপদেষ্টা অধ্যাপক মুহাম্মদ ইউনূসের সঙ্গে সাক্ষাৎ করেছেন। প্রতিনিধি দলটি বাংলাদেশের জন্য নবায়নযোগ্য জ্বালানি খাতে বড় বিনিয়োগের সম্ভাবনা নিয়ে আলোচনা করেন। রমজান মাসে বাজার স্থিতিশীল রাখতে সংশ্লিষ্ট সকলকে সহযোগিতার আহ্বান জানানো হয়েছে। ঢাকা অফিস সূত্রে জানা গেছে, বিভিন্ন জেলায় কর্মসূচি পালিত হবে এবং সাধারণ মানুষের সুবিধার্থে নানা উদ্যোগ নেওয়া হচ্ছে। সংশ্লিষ্ট কর্মকর্তারা জানান, প্রতিটি এলাকায় নিয়মিত তদারকি অব্যাহত থাকবে এবং প্রয়োজনীয় ব্যবস্থা গ্রহণ করা হবে। বাংলাদেশ সরকারের প্রধান উপদেষ্টা অধ্যাপক মুহাম্মদ ইউনূসের সঙ্গে সাক্ষাৎ করেছেন। প্রতিনিধি দলটি বাংলাদেশের জন্য নবায়নযোগ্য জ্বালানি খাতে বড় বিনিয়োগের সম্ভাবনা নিয়ে আলোচনা করেন। রমজান মাসে বাজার স্থিতিশীল রাখতে সংশ্লিষ্ট সকলকে সহযোগিতার আহ্বান জানানো হয়েছে। ঢাকা অফিস সূত্রে জানা গেছে, বিভিন্ন জেলায় কর্মসূচি পালিত হবে এবং সাধারণ মানুষের সুবিধার্থে নানা উদ্যোগ নেওয়া হচ্ছে। সংশ্লিষ্ট কর্মকর্তারা জানান, প্রতিটি এলাকায় নিয়মিত তদারকি অব্যাহত থাকবে এবং প্রয়োজনীয় ব্যবস্থা গ্রহণ করা হবে। বাংলাদেশ সরকারের প্রধান উপদেষ্টা অধ্যাপক মুহাম্মদ ইউনূসের সঙ্গে সাক্ষাৎ করেছেন। প্রতিনিধি দলটি বাংলাদেশের জন্য নবায়নযোগ্য জ্বালানি খাতে বড় বিনিয়োগের সম্ভাবনা নিয়ে আলোচনা করেন। রমজান মাসে বাজার স্থিতিশীল রাখতে সংশ্লিষ্ট সকলকে সহযোগিতার আহ্বান জানানো হয়েছে। ঢাকা অফিস সূত্রে জানা গেছে, বিভিন্ন জেলায় কর্মসূচি পালিত হবে এবং সাধারণ মানুষের সুবিধার্থে নানা উদ্যোগ নেওয়া হচ্ছে। সংশ্লিষ্ট কর্মকর্তারা জানান, প্রতিটি এলাকায় নিয়মিত তদারকি অব্যাহত থাকবে এবং প্রয়োজনীয় ব্যবস্থা গ্রহণ করা হবে। বাংলাদেশ সরকারের প্রধান উপদেষ্টা অধ্যাপক মুহাম্মদ ইউনূসের সঙ্গে সাক্ষাৎ করেছেন। প্রতিনিধি দলটি বাংলাদেশের জন্য নবায়নযোগ্য জ্বালানি খাতে বড় বিনিয়োগের সম্ভাবনা নিয়ে আলোচনা করেন। রমজান মাসে বাজার স্থিতিশীল রাখতে সংশ্লিষ্ট সকলকে সহযোগিতার আহ্বান জানানো হয়েছে। ঢাকা অফিস সূত্রে জানা গেছে, বিভিন্ন জেলায় কর্মসূচি পালিত হবে এবং সাধারণ মানুষের সুবিধার্থে নানা উদ্যোগ নেওয়া হচ্ছে। সংশ্লিষ্ট কর্মকর্তারা জানান, প্রতিটি এলাকায় নিয়মিত তদারকি অব্যাহত থাকবে এবং প্রয়োজনীয় ব্যবস্থা গ্রহণ করা হবে। বাংলাদেশ সরকারের প্রধান উপদেষ্টা অধ্যাপক মুহাম্মদ ইউনূসের সঙ্গে সাক্ষাৎ করেছেন। প্রতিনিধি দলটি বাংলাদেশের জন্য নবায়নযোগ্য জ্বালানি খাতে বড় বিনিয়োগের সম্ভাবনা নিয়ে আলোচনা করেন। রমজান মাসে বাজার স্থিতিশীল রাখতে সংশ্লিষ্ট সকলকে সহযোগিতার আহ্বান জানানো হয়েছে। ঢাকা অফিস সূত্রে জানা গেছে, বিভিন্ন জেলায় কর্মসূচি পালিত হবে এবং সাধারণ মানুষের সুবিধার্থে নানা উদ্যোগ নেওয়া হচ্ছে। সংশ্লিষ্ট কর্মকর্তারা জানান, প্রতিটি এলাকায় নিয়মিত তদারকি অব্যাহত থাকবে এবং প্রয়োজনীয় ব্যবস্থা গ্রহণ করা হবে। (10, 2232, 160, 2561)
headline: সারা দেশে ২৫ ক্যাম্পেরের (45, 1509, 126, 1519)
headline: বুধবার থেকে সারাদেশে টিসিবির পণ্য বিক্রি শুরু (12, 802, 158, 811)
